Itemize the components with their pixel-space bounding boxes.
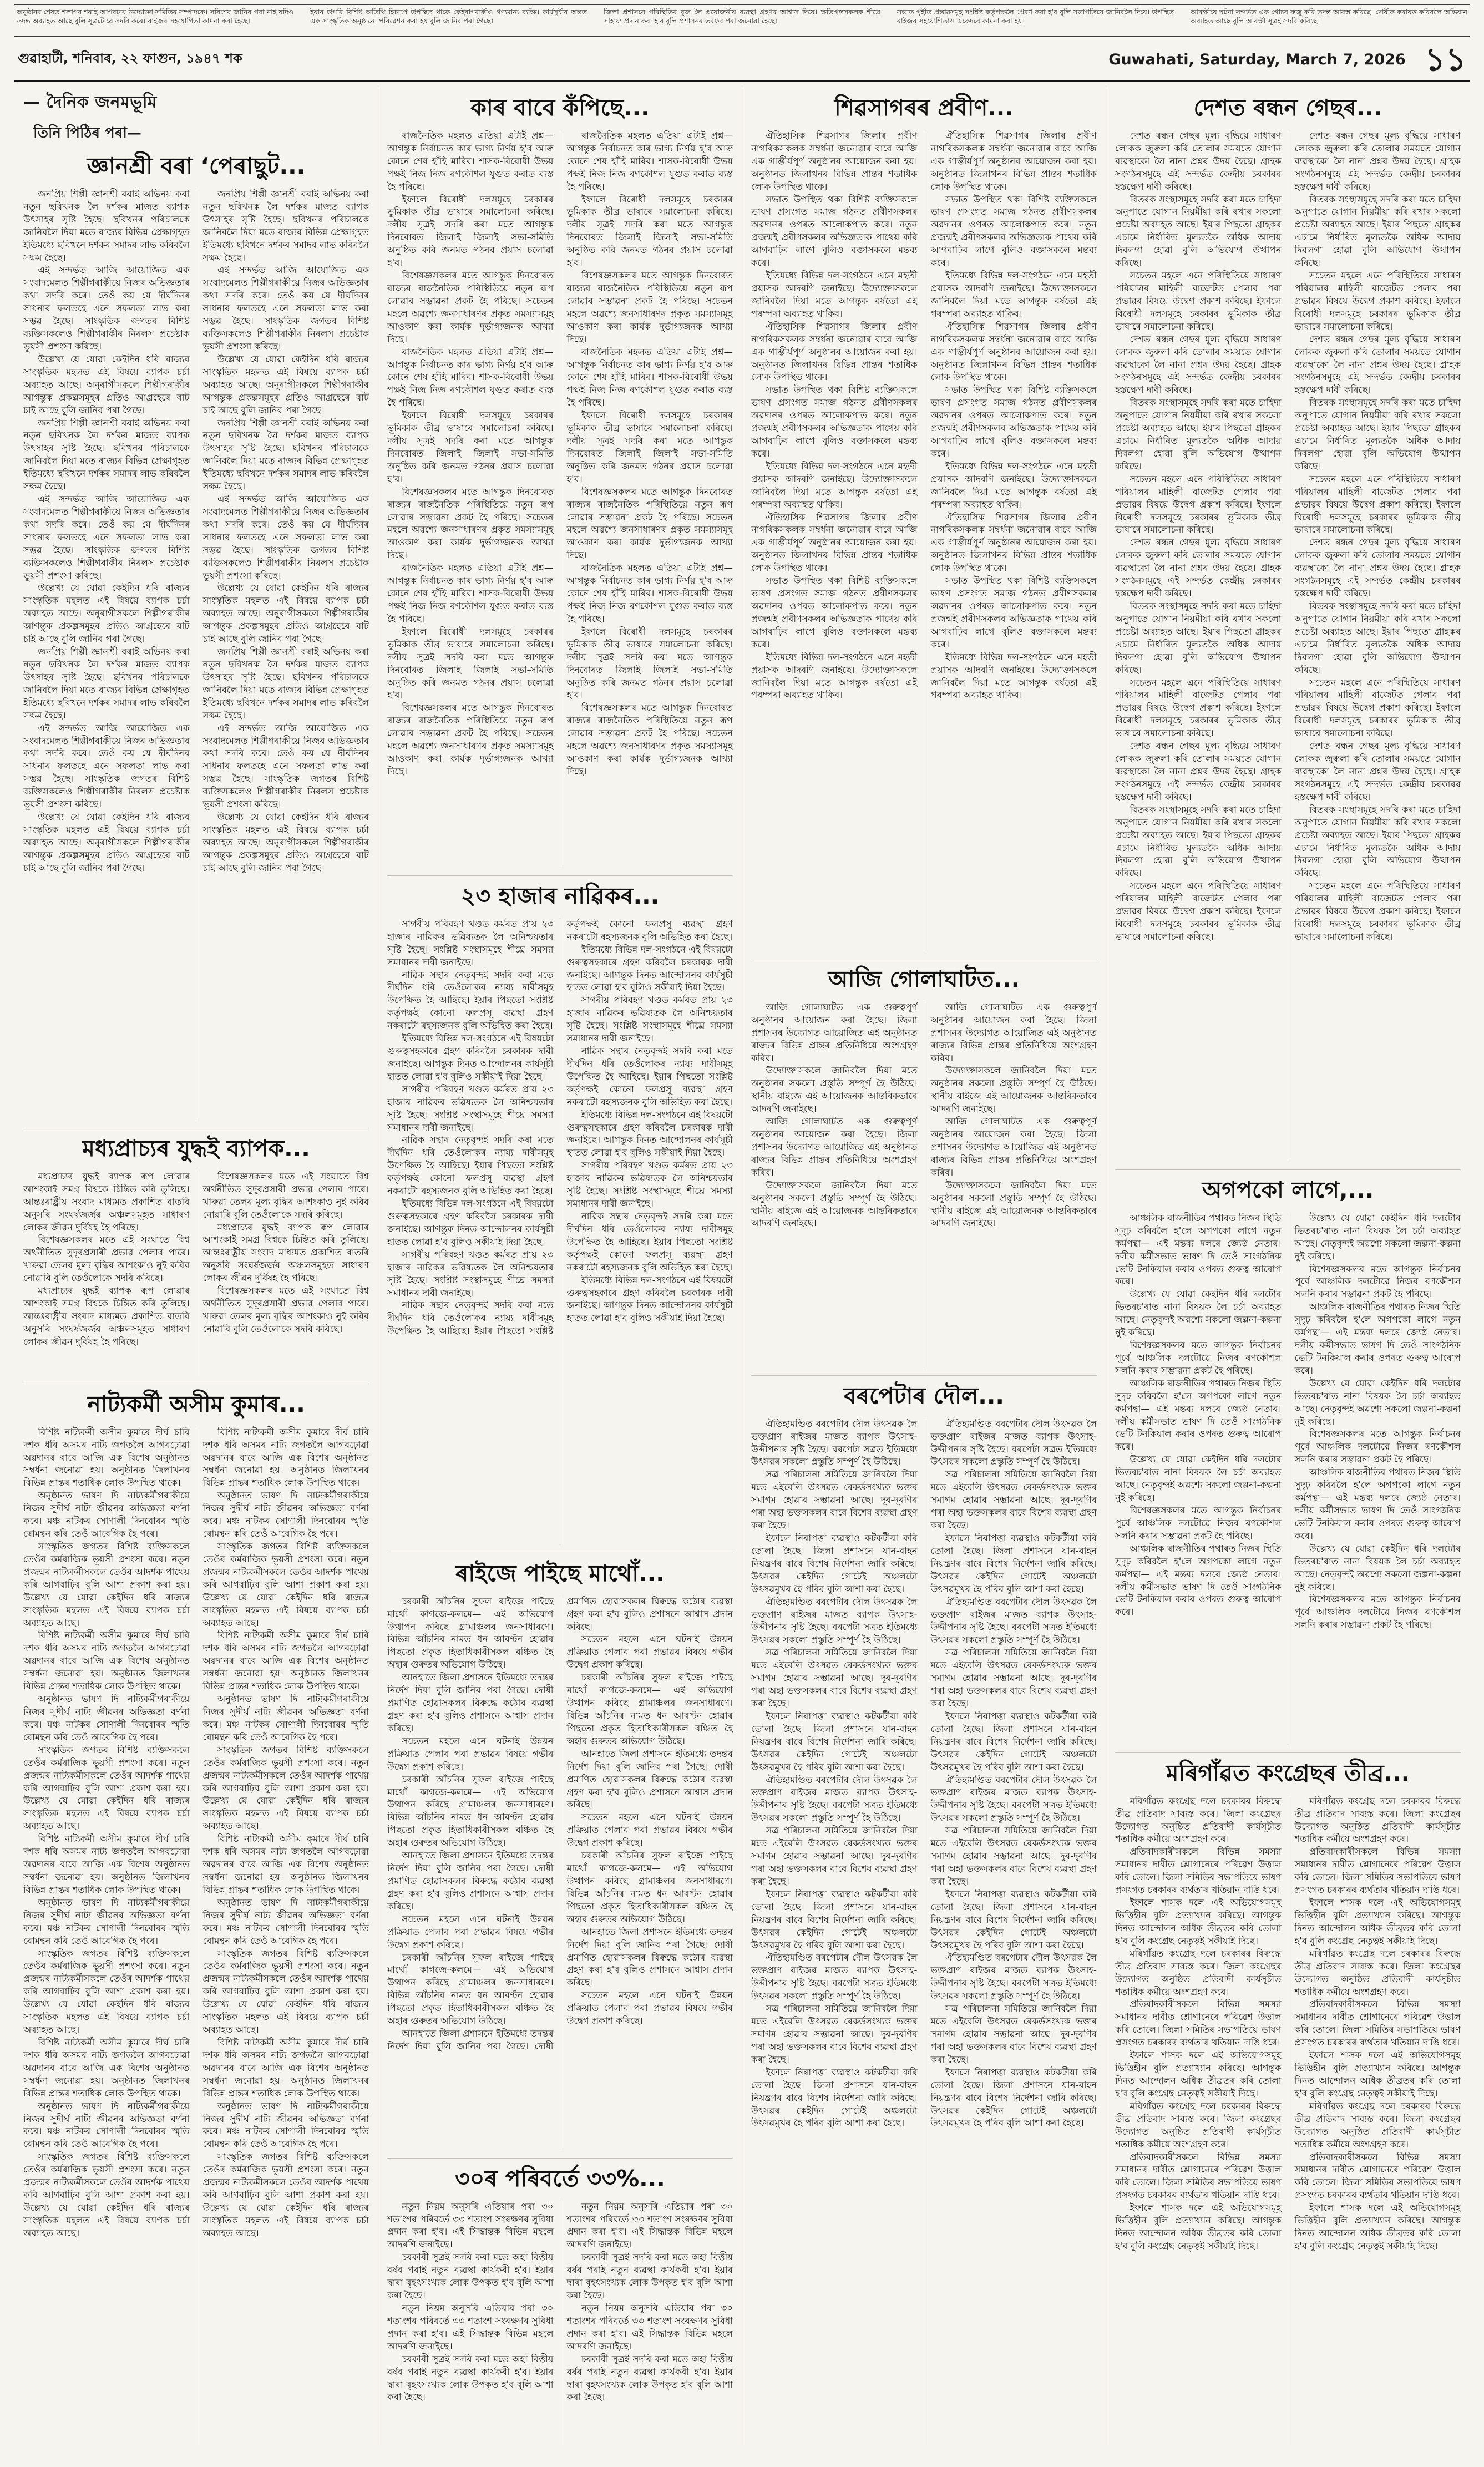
article-headline: আজি গোলাঘাটত... [828, 965, 1020, 992]
column-group-1 [14, 88, 378, 2445]
article-headline: কাৰ বাবে কঁপিছে... [470, 94, 650, 121]
column-group-3 [742, 88, 1106, 2445]
article-headline: মৰিগাঁৱত কংগ্ৰেছৰ তীব্ৰ... [1166, 1759, 1410, 1786]
article-headline: ৰাইজে পাইছে মাথোঁ... [455, 1559, 665, 1587]
article-body: মৰিগাঁৱত কংগ্ৰেছ দলে চৰকাৰৰ বিৰুদ্ধে তীব্ৰ প্ৰতিবাদ সাব্যস্ত কৰে। জিলা কংগ্ৰেছৰ উদ্যোগত অনুষ্ঠিত প্ৰতিবাদী কাৰ্যসূচীত শতাধিক কৰ্মীয়ে অংশগ্ৰহণ কৰে। প্ৰতিবাদকাৰীসকলে বিভিন্ন সমস্যা সমাধানৰ দাবীত শ্লোগানেৰে পৰিৱেশ উত্তাল কৰি তোলে। জিলা সমিতিৰ সভাপতিয়ে ভাষণ প্ৰসংগত চৰকাৰৰ ব্যৰ্থতাৰ খতিয়ান দাঙি ধৰে। ইফালে শাসক দলে এই অভিযোগসমূহ ভিত্তিহীন বুলি প্ৰত্যাখ্যান কৰিছে। আগন্তুক দিনত আন্দোলন অধিক তীব্ৰতৰ কৰি তোলা হ'ব বুলি কংগ্ৰেছ নেতৃত্বই সকীয়াই দিছে। মৰিগাঁৱত কংগ্ৰেছ দলে চৰকাৰৰ বিৰুদ্ধে তীব্ৰ প্ৰতিবাদ সাব্যস্ত কৰে। জিলা কংগ্ৰেছৰ উদ্যোগত অনুষ্ঠিত প্ৰতিবাদী কাৰ্যসূচীত শতাধিক কৰ্মীয়ে অংশগ্ৰহণ কৰে। প্ৰতিবাদকাৰীসকলে বিভিন্ন সমস্যা সমাধানৰ দাবীত শ্লোগানেৰে পৰিৱেশ উত্তাল কৰি তোলে। জিলা সমিতিৰ সভাপতিয়ে ভাষণ প্ৰসংগত চৰকাৰৰ ব্যৰ্থতাৰ খতিয়ান দাঙি ধৰে। ইফালে শাসক দলে এই অভিযোগসমূহ ভিত্তিহীন বুলি প্ৰত্যাখ্যান কৰিছে। আগন্তুক দিনত আন্দোলন অধিক তীব্ৰতৰ কৰি তোলা হ'ব বুলি কংগ্ৰেছ নেতৃত্বই সকীয়াই দিছে। মৰিগাঁৱত কংগ্ৰেছ দলে চৰকাৰৰ বিৰুদ্ধে তীব্ৰ প্ৰতিবাদ সাব্যস্ত কৰে। জিলা কংগ্ৰেছৰ উদ্যোগত অনুষ্ঠিত প্ৰতিবাদী কাৰ্যসূচীত শতাধিক কৰ্মীয়ে অংশগ্ৰহণ কৰে। প্ৰতিবাদকাৰীসকলে বিভিন্ন সমস্যা সমাধানৰ দাবীত শ্লোগানেৰে পৰিৱেশ উত্তাল কৰি তোলে। জিলা সমিতিৰ সভাপতিয়ে ভাষণ প্ৰসংগত চৰকাৰৰ ব্যৰ্থতাৰ খতিয়ান দাঙি ধৰে। ইফালে শাসক দলে এই অভিযোগসমূহ ভিত্তিহীন বুলি প্ৰত্যাখ্যান কৰিছে। আগন্তুক দিনত আন্দোলন অধিক তীব্ৰতৰ কৰি তোলা হ'ব বুলি কংগ্ৰেছ নেতৃত্বই সকীয়াই দিছে। মৰিগাঁৱত কংগ্ৰেছ দলে চৰকাৰৰ বিৰুদ্ধে তীব্ৰ প্ৰতিবাদ সাব্যস্ত কৰে। জিলা কংগ্ৰেছৰ উদ্যোগত অনুষ্ঠিত প্ৰতিবাদী কাৰ্যসূচীত শতাধিক কৰ্মীয়ে অংশগ্ৰহণ কৰে। প্ৰতিবাদকাৰীসকলে বিভিন্ন সমস্যা সমাধানৰ দাবীত শ্লোগানেৰে পৰিৱেশ উত্তাল কৰি তোলে। জিলা সমিতিৰ সভাপতিয়ে ভাষণ প্ৰসংগত চৰকাৰৰ ব্যৰ্থতাৰ খতিয়ান দাঙি ধৰে। ইফালে শাসক দলে এই অভিযোগসমূহ ভিত্তিহীন বুলি প্ৰত্যাখ্যান কৰিছে। আগন্তুক দিনত আন্দোলন অধিক তীব্ৰতৰ কৰি তোলা হ'ব বুলি কংগ্ৰেছ নেতৃত্বই সকীয়াই দিছে। মৰিগাঁৱত কংগ্ৰেছ দলে চৰকাৰৰ বিৰুদ্ধে তীব্ৰ প্ৰতিবাদ সাব্যস্ত কৰে। জিলা কংগ্ৰেছৰ উদ্যোগত অনুষ্ঠিত প্ৰতিবাদী কাৰ্যসূচীত শতাধিক কৰ্মীয়ে অংশগ্ৰহণ কৰে। প্ৰতিবাদকাৰীসকলে বিভিন্ন সমস্যা সমাধানৰ দাবীত শ্লোগানেৰে পৰিৱেশ উত্তাল কৰি তোলে। জিলা সমিতিৰ সভাপতিয়ে ভাষণ প্ৰসংগত চৰকাৰৰ ব্যৰ্থতাৰ খতিয়ান দাঙি ধৰে। ইফালে শাসক দলে এই অভিযোগসমূহ ভিত্তিহীন বুলি প্ৰত্যাখ্যান কৰিছে। আগন্তুক দিনত আন্দোলন অধিক তীব্ৰতৰ কৰি তোলা হ'ব বুলি কংগ্ৰেছ নেতৃত্বই সকীয়াই দিছে। মৰিগাঁৱত কংগ্ৰেছ দলে চৰকাৰৰ বিৰুদ্ধে তীব্ৰ প্ৰতিবাদ সাব্যস্ত কৰে। জিলা কংগ্ৰেছৰ উদ্যোগত অনুষ্ঠিত প্ৰতিবাদী কাৰ্যসূচীত শতাধিক কৰ্মীয়ে অংশগ্ৰহণ কৰে। প্ৰতিবাদকাৰীসকলে বিভিন্ন সমস্যা সমাধানৰ দাবীত শ্লোগানেৰে পৰিৱেশ উত্তাল কৰি তোলে। জিলা সমিতিৰ সভাপতিয়ে ভাষণ প্ৰসংগত চৰকাৰৰ ব্যৰ্থতাৰ খতিয়ান দাঙি ধৰে। ইফালে শাসক দলে এই অভিযোগসমূহ ভিত্তিহীন বুলি প্ৰত্যাখ্যান কৰিছে। আগন্তুক দিনত আন্দোলন অধিক তীব্ৰতৰ কৰি তোলা হ'ব বুলি কংগ্ৰেছ নেতৃত্বই সকীয়াই দিছে। [1115, 1795, 1461, 2251]
article-body: ঐতিহাসিক শিৱসাগৰ জিলাৰ প্ৰবীণ নাগৰিকসকলক সম্বৰ্ধনা জনোৱাৰ বাবে আজি এক গাম্ভীৰ্যপূৰ্ণ অনুষ্ঠানৰ আয়োজন কৰা হয়। অনুষ্ঠানত জিলাখনৰ বিভিন্ন প্ৰান্তৰ শতাধিক লোক উপস্থিত থাকে। সভাত উপস্থিত থকা বিশিষ্ট ব্যক্তিসকলে ভাষণ প্ৰসংগত সমাজ গঠনত প্ৰবীণসকলৰ অৱদানৰ ওপৰত আলোকপাত কৰে। নতুন প্ৰজন্মই প্ৰবীণসকলৰ অভিজ্ঞতাক পাথেয় কৰি আগবাঢ়িব লাগে বুলিও বক্তাসকলে মন্তব্য কৰে। ইতিমধ্যে বিভিন্ন দল-সংগঠনে এনে মহতী প্ৰয়াসক আদৰণি জনাইছে। উদ্যোক্তাসকলে জানিবলৈ দিয়া মতে আগন্তুক বৰ্ষতো এই পৰম্পৰা অব্যাহত থাকিব। ঐতিহাসিক শিৱসাগৰ জিলাৰ প্ৰবীণ নাগৰিকসকলক সম্বৰ্ধনা জনোৱাৰ বাবে আজি এক গাম্ভীৰ্যপূৰ্ণ অনুষ্ঠানৰ আয়োজন কৰা হয়। অনুষ্ঠানত জিলাখনৰ বিভিন্ন প্ৰান্তৰ শতাধিক লোক উপস্থিত থাকে। সভাত উপস্থিত থকা বিশিষ্ট ব্যক্তিসকলে ভাষণ প্ৰসংগত সমাজ গঠনত প্ৰবীণসকলৰ অৱদানৰ ওপৰত আলোকপাত কৰে। নতুন প্ৰজন্মই প্ৰবীণসকলৰ অভিজ্ঞতাক পাথেয় কৰি আগবাঢ়িব লাগে বুলিও বক্তাসকলে মন্তব্য কৰে। ইতিমধ্যে বিভিন্ন দল-সংগঠনে এনে মহতী প্ৰয়াসক আদৰণি জনাইছে। উদ্যোক্তাসকলে জানিবলৈ দিয়া মতে আগন্তুক বৰ্ষতো এই পৰম্পৰা অব্যাহত থাকিব। ঐতিহাসিক শিৱসাগৰ জিলাৰ প্ৰবীণ নাগৰিকসকলক সম্বৰ্ধনা জনোৱাৰ বাবে আজি এক গাম্ভীৰ্যপূৰ্ণ অনুষ্ঠানৰ আয়োজন কৰা হয়। অনুষ্ঠানত জিলাখনৰ বিভিন্ন প্ৰান্তৰ শতাধিক লোক উপস্থিত থাকে। সভাত উপস্থিত থকা বিশিষ্ট ব্যক্তিসকলে ভাষণ প্ৰসংগত সমাজ গঠনত প্ৰবীণসকলৰ অৱদানৰ ওপৰত আলোকপাত কৰে। নতুন প্ৰজন্মই প্ৰবীণসকলৰ অভিজ্ঞতাক পাথেয় কৰি আগবাঢ়িব লাগে বুলিও বক্তাসকলে মন্তব্য কৰে। ইতিমধ্যে বিভিন্ন দল-সংগঠনে এনে মহতী প্ৰয়াসক আদৰণি জনাইছে। উদ্যোক্তাসকলে জানিবলৈ দিয়া মতে আগন্তুক বৰ্ষতো এই পৰম্পৰা অব্যাহত থাকিব। ঐতিহাসিক শিৱসাগৰ জিলাৰ প্ৰবীণ নাগৰিকসকলক সম্বৰ্ধনা জনোৱাৰ বাবে আজি এক গাম্ভীৰ্যপূৰ্ণ অনুষ্ঠানৰ আয়োজন কৰা হয়। অনুষ্ঠানত জিলাখনৰ বিভিন্ন প্ৰান্তৰ শতাধিক লোক উপস্থিত থাকে। সভাত উপস্থিত থকা বিশিষ্ট ব্যক্তিসকলে ভাষণ প্ৰসংগত সমাজ গঠনত প্ৰবীণসকলৰ অৱদানৰ ওপৰত আলোকপাত কৰে। নতুন প্ৰজন্মই প্ৰবীণসকলৰ অভিজ্ঞতাক পাথেয় কৰি আগবাঢ়িব লাগে বুলিও বক্তাসকলে মন্তব্য কৰে। ইতিমধ্যে বিভিন্ন দল-সংগঠনে এনে মহতী প্ৰয়াসক আদৰণি জনাইছে। উদ্যোক্তাসকলে জানিবলৈ দিয়া মতে আগন্তুক বৰ্ষতো এই পৰম্পৰা অব্যাহত থাকিব। ঐতিহাসিক শিৱসাগৰ জিলাৰ প্ৰবীণ নাগৰিকসকলক সম্বৰ্ধনা জনোৱাৰ বাবে আজি এক গাম্ভীৰ্যপূৰ্ণ অনুষ্ঠানৰ আয়োজন কৰা হয়। অনুষ্ঠানত জিলাখনৰ বিভিন্ন প্ৰান্তৰ শতাধিক লোক উপস্থিত থাকে। সভাত উপস্থিত থকা বিশিষ্ট ব্যক্তিসকলে ভাষণ প্ৰসংগত সমাজ গঠনত প্ৰবীণসকলৰ অৱদানৰ ওপৰত আলোকপাত কৰে। নতুন প্ৰজন্মই প্ৰবীণসকলৰ অভিজ্ঞতাক পাথেয় কৰি আগবাঢ়িব লাগে বুলিও বক্তাসকলে মন্তব্য কৰে। ইতিমধ্যে বিভিন্ন দল-সংগঠনে এনে মহতী প্ৰয়াসক আদৰণি জনাইছে। উদ্যোক্তাসকলে জানিবলৈ দিয়া মতে আগন্তুক বৰ্ষতো এই পৰম্পৰা অব্যাহত থাকিব। ঐতিহাসিক শিৱসাগৰ জিলাৰ প্ৰবীণ নাগৰিকসকলক সম্বৰ্ধনা জনোৱাৰ বাবে আজি এক গাম্ভীৰ্যপূৰ্ণ অনুষ্ঠানৰ আয়োজন কৰা হয়। অনুষ্ঠানত জিলাখনৰ বিভিন্ন প্ৰান্তৰ শতাধিক লোক উপস্থিত থাকে। সভাত উপস্থিত থকা বিশিষ্ট ব্যক্তিসকলে ভাষণ প্ৰসংগত সমাজ গঠনত প্ৰবীণসকলৰ অৱদানৰ ওপৰত আলোকপাত কৰে। নতুন প্ৰজন্মই প্ৰবীণসকলৰ অভিজ্ঞতাক পাথেয় কৰি আগবাঢ়িব লাগে বুলিও বক্তাসকলে মন্তব্য কৰে। ইতিমধ্যে বিভিন্ন দল-সংগঠনে এনে মহতী প্ৰয়াসক আদৰণি জনাইছে। উদ্যোক্তাসকলে জানিবলৈ দিয়া মতে আগন্তুক বৰ্ষতো এই পৰম্পৰা অব্যাহত থাকিব। [751, 130, 1097, 701]
column-group-2 [378, 88, 742, 2445]
masthead: — দৈনিক জনমভূমি [23, 93, 157, 112]
dateline-bar [14, 37, 1470, 80]
article-barpeta-doul [751, 1375, 1097, 2445]
article-body: চৰকাৰী আঁচনিৰ সুফল ৰাইজে পাইছে মাথোঁ কাগজে-কলমে— এই অভিযোগ উত্থাপন কৰিছে গ্ৰামাঞ্চলৰ জনসাধাৰণে। বিভিন্ন আঁচনিৰ নামত ধন আবণ্টন হোৱাৰ পিছতো প্ৰকৃত হিতাধিকাৰীসকল বঞ্চিত হৈ অহাৰ গুৰুতৰ অভিযোগ উঠিছে। আনহাতে জিলা প্ৰশাসনে ইতিমধ্যে তদন্তৰ নিৰ্দেশ দিয়া বুলি জানিব পৰা গৈছে। দোষী প্ৰমাণিত হোৱাসকলৰ বিৰুদ্ধে কঠোৰ ব্যৱস্থা গ্ৰহণ কৰা হ'ব বুলিও প্ৰশাসনে আশ্বাস প্ৰদান কৰিছে। সচেতন মহলে এনে ঘটনাই উন্নয়ন প্ৰক্ৰিয়াত পেলাব পৰা প্ৰভাৱৰ বিষয়ে গভীৰ উদ্বেগ প্ৰকাশ কৰিছে। চৰকাৰী আঁচনিৰ সুফল ৰাইজে পাইছে মাথোঁ কাগজে-কলমে— এই অভিযোগ উত্থাপন কৰিছে গ্ৰামাঞ্চলৰ জনসাধাৰণে। বিভিন্ন আঁচনিৰ নামত ধন আবণ্টন হোৱাৰ পিছতো প্ৰকৃত হিতাধিকাৰীসকল বঞ্চিত হৈ অহাৰ গুৰুতৰ অভিযোগ উঠিছে। আনহাতে জিলা প্ৰশাসনে ইতিমধ্যে তদন্তৰ নিৰ্দেশ দিয়া বুলি জানিব পৰা গৈছে। দোষী প্ৰমাণিত হোৱাসকলৰ বিৰুদ্ধে কঠোৰ ব্যৱস্থা গ্ৰহণ কৰা হ'ব বুলিও প্ৰশাসনে আশ্বাস প্ৰদান কৰিছে। সচেতন মহলে এনে ঘটনাই উন্নয়ন প্ৰক্ৰিয়াত পেলাব পৰা প্ৰভাৱৰ বিষয়ে গভীৰ উদ্বেগ প্ৰকাশ কৰিছে। চৰকাৰী আঁচনিৰ সুফল ৰাইজে পাইছে মাথোঁ কাগজে-কলমে— এই অভিযোগ উত্থাপন কৰিছে গ্ৰামাঞ্চলৰ জনসাধাৰণে। বিভিন্ন আঁচনিৰ নামত ধন আবণ্টন হোৱাৰ পিছতো প্ৰকৃত হিতাধিকাৰীসকল বঞ্চিত হৈ অহাৰ গুৰুতৰ অভিযোগ উঠিছে। আনহাতে জিলা প্ৰশাসনে ইতিমধ্যে তদন্তৰ নিৰ্দেশ দিয়া বুলি জানিব পৰা গৈছে। দোষী প্ৰমাণিত হোৱাসকলৰ বিৰুদ্ধে কঠোৰ ব্যৱস্থা গ্ৰহণ কৰা হ'ব বুলিও প্ৰশাসনে আশ্বাস প্ৰদান কৰিছে। সচেতন মহলে এনে ঘটনাই উন্নয়ন প্ৰক্ৰিয়াত পেলাব পৰা প্ৰভাৱৰ বিষয়ে গভীৰ উদ্বেগ প্ৰকাশ কৰিছে। চৰকাৰী আঁচনিৰ সুফল ৰাইজে পাইছে মাথোঁ কাগজে-কলমে— এই অভিযোগ উত্থাপন কৰিছে গ্ৰামাঞ্চলৰ জনসাধাৰণে। বিভিন্ন আঁচনিৰ নামত ধন আবণ্টন হোৱাৰ পিছতো প্ৰকৃত হিতাধিকাৰীসকল বঞ্চিত হৈ অহাৰ গুৰুতৰ অভিযোগ উঠিছে। আনহাতে জিলা প্ৰশাসনে ইতিমধ্যে তদন্তৰ নিৰ্দেশ দিয়া বুলি জানিব পৰা গৈছে। দোষী প্ৰমাণিত হোৱাসকলৰ বিৰুদ্ধে কঠোৰ ব্যৱস্থা গ্ৰহণ কৰা হ'ব বুলিও প্ৰশাসনে আশ্বাস প্ৰদান কৰিছে। সচেতন মহলে এনে ঘটনাই উন্নয়ন প্ৰক্ৰিয়াত পেলাব পৰা প্ৰভাৱৰ বিষয়ে গভীৰ উদ্বেগ প্ৰকাশ কৰিছে। চৰকাৰী আঁচনিৰ সুফল ৰাইজে পাইছে মাথোঁ কাগজে-কলমে— এই অভিযোগ উত্থাপন কৰিছে গ্ৰামাঞ্চলৰ জনসাধাৰণে। বিভিন্ন আঁচনিৰ নামত ধন আবণ্টন হোৱাৰ পিছতো প্ৰকৃত হিতাধিকাৰীসকল বঞ্চিত হৈ অহাৰ গুৰুতৰ অভিযোগ উঠিছে। আনহাতে জিলা প্ৰশাসনে ইতিমধ্যে তদন্তৰ নিৰ্দেশ দিয়া বুলি জানিব পৰা গৈছে। দোষী প্ৰমাণিত হোৱাসকলৰ বিৰুদ্ধে কঠোৰ ব্যৱস্থা গ্ৰহণ কৰা হ'ব বুলিও প্ৰশাসনে আশ্বাস প্ৰদান কৰিছে। সচেতন মহলে এনে ঘটনাই উন্নয়ন প্ৰক্ৰিয়াত পেলাব পৰা প্ৰভাৱৰ বিষয়ে গভীৰ উদ্বেগ প্ৰকাশ কৰিছে। [387, 1595, 733, 2051]
article-gyanshree-bora [23, 154, 369, 1120]
article-sivasagar-veteran [751, 95, 1097, 951]
dateline-english: Guwahati, Saturday, March 7, 2026 [1108, 50, 1406, 68]
article-body: নতুন নিয়ম অনুসৰি এতিয়াৰ পৰা ৩০ শতাংশৰ পৰিবৰ্তে ৩৩ শতাংশ সংৰক্ষণৰ সুবিধা প্ৰদান কৰা হ'ব। এই সিদ্ধান্তক বিভিন্ন মহলে আদৰণি জনাইছে। চৰকাৰী সূত্ৰই সদৰি কৰা মতে অহা বিত্তীয় বৰ্ষৰ পৰাই নতুন ব্যৱস্থা কাৰ্যকৰী হ'ব। ইয়াৰ দ্বাৰা বৃহৎসংখ্যক লোক উপকৃত হ'ব বুলি আশা কৰা হৈছে। নতুন নিয়ম অনুসৰি এতিয়াৰ পৰা ৩০ শতাংশৰ পৰিবৰ্তে ৩৩ শতাংশ সংৰক্ষণৰ সুবিধা প্ৰদান কৰা হ'ব। এই সিদ্ধান্তক বিভিন্ন মহলে আদৰণি জনাইছে। চৰকাৰী সূত্ৰই সদৰি কৰা মতে অহা বিত্তীয় বৰ্ষৰ পৰাই নতুন ব্যৱস্থা কাৰ্যকৰী হ'ব। ইয়াৰ দ্বাৰা বৃহৎসংখ্যক লোক উপকৃত হ'ব বুলি আশা কৰা হৈছে। নতুন নিয়ম অনুসৰি এতিয়াৰ পৰা ৩০ শতাংশৰ পৰিবৰ্তে ৩৩ শতাংশ সংৰক্ষণৰ সুবিধা প্ৰদান কৰা হ'ব। এই সিদ্ধান্তক বিভিন্ন মহলে আদৰণি জনাইছে। চৰকাৰী সূত্ৰই সদৰি কৰা মতে অহা বিত্তীয় বৰ্ষৰ পৰাই নতুন ব্যৱস্থা কাৰ্যকৰী হ'ব। ইয়াৰ দ্বাৰা বৃহৎসংখ্যক লোক উপকৃত হ'ব বুলি আশা কৰা হৈছে। নতুন নিয়ম অনুসৰি এতিয়াৰ পৰা ৩০ শতাংশৰ পৰিবৰ্তে ৩৩ শতাংশ সংৰক্ষণৰ সুবিধা প্ৰদান কৰা হ'ব। এই সিদ্ধান্তক বিভিন্ন মহলে আদৰণি জনাইছে। চৰকাৰী সূত্ৰই সদৰি কৰা মতে অহা বিত্তীয় বৰ্ষৰ পৰাই নতুন ব্যৱস্থা কাৰ্যকৰী হ'ব। ইয়াৰ দ্বাৰা বৃহৎসংখ্যক লোক উপকৃত হ'ব বুলি আশা কৰা হৈছে। [387, 2201, 733, 2403]
article-morigaon-congress [1115, 1752, 1461, 2445]
article-headline: মধ্যপ্ৰাচ্যৰ যুদ্ধই ব্যাপক... [82, 1134, 310, 1162]
top-strip-segment: জিলা প্ৰশাসনে পৰিস্থিতিৰ বুজ লৈ প্ৰয়োজনীয় ব্যৱস্থা গ্ৰহণৰ আশ্বাস দিয়ে। ক্ষতিগ্ৰস্তসকলক শীঘ্ৰে সাহায্য প্ৰদান কৰা হ'ব বুলি প্ৰশাসনৰ তৰফৰ পৰা জনোৱা হৈছে। [604, 8, 880, 26]
article-cooking-gas [1115, 95, 1461, 1162]
article-aji-golaghat [751, 959, 1097, 1367]
article-body: জনপ্ৰিয় শিল্পী জ্ঞানশ্ৰী বৰাই অভিনয় কৰা নতুন ছবিখনক লৈ দৰ্শকৰ মাজত ব্যাপক উৎসাহৰ সৃষ্টি হৈছে। ছবিখনৰ পৰিচালকে জানিবলৈ দিয়া মতে ৰাজ্যৰ বিভিন্ন প্ৰেক্ষাগৃহত ইতিমধ্যে ছবিখনে দৰ্শকৰ সমাদৰ লাভ কৰিবলৈ সক্ষম হৈছে। এই সন্দৰ্ভত আজি আয়োজিত এক সংবাদমেলত শিল্পীগৰাকীয়ে নিজৰ অভিজ্ঞতাৰ কথা সদৰি কৰে। তেওঁ কয় যে দীৰ্ঘদিনৰ সাধনাৰ ফলতহে এনে সফলতা লাভ কৰা সম্ভৱ হৈছে। সাংস্কৃতিক জগতৰ বিশিষ্ট ব্যক্তিসকলেও শিল্পীগৰাকীৰ নিৰলস প্ৰচেষ্টাক ভূয়সী প্ৰশংসা কৰিছে। উল্লেখ্য যে যোৱা কেইদিন ধৰি ৰাজ্যৰ সাংস্কৃতিক মহলত এই বিষয়ে ব্যাপক চৰ্চা অব্যাহত আছে। অনুৰাগীসকলে শিল্পীগৰাকীৰ আগন্তুক প্ৰকল্পসমূহৰ প্ৰতিও আগ্ৰহেৰে বাট চাই আছে বুলি জানিব পৰা গৈছে। জনপ্ৰিয় শিল্পী জ্ঞানশ্ৰী বৰাই অভিনয় কৰা নতুন ছবিখনক লৈ দৰ্শকৰ মাজত ব্যাপক উৎসাহৰ সৃষ্টি হৈছে। ছবিখনৰ পৰিচালকে জানিবলৈ দিয়া মতে ৰাজ্যৰ বিভিন্ন প্ৰেক্ষাগৃহত ইতিমধ্যে ছবিখনে দৰ্শকৰ সমাদৰ লাভ কৰিবলৈ সক্ষম হৈছে। এই সন্দৰ্ভত আজি আয়োজিত এক সংবাদমেলত শিল্পীগৰাকীয়ে নিজৰ অভিজ্ঞতাৰ কথা সদৰি কৰে। তেওঁ কয় যে দীৰ্ঘদিনৰ সাধনাৰ ফলতহে এনে সফলতা লাভ কৰা সম্ভৱ হৈছে। সাংস্কৃতিক জগতৰ বিশিষ্ট ব্যক্তিসকলেও শিল্পীগৰাকীৰ নিৰলস প্ৰচেষ্টাক ভূয়সী প্ৰশংসা কৰিছে। উল্লেখ্য যে যোৱা কেইদিন ধৰি ৰাজ্যৰ সাংস্কৃতিক মহলত এই বিষয়ে ব্যাপক চৰ্চা অব্যাহত আছে। অনুৰাগীসকলে শিল্পীগৰাকীৰ আগন্তুক প্ৰকল্পসমূহৰ প্ৰতিও আগ্ৰহেৰে বাট চাই আছে বুলি জানিব পৰা গৈছে। জনপ্ৰিয় শিল্পী জ্ঞানশ্ৰী বৰাই অভিনয় কৰা নতুন ছবিখনক লৈ দৰ্শকৰ মাজত ব্যাপক উৎসাহৰ সৃষ্টি হৈছে। ছবিখনৰ পৰিচালকে জানিবলৈ দিয়া মতে ৰাজ্যৰ বিভিন্ন প্ৰেক্ষাগৃহত ইতিমধ্যে ছবিখনে দৰ্শকৰ সমাদৰ লাভ কৰিবলৈ সক্ষম হৈছে। এই সন্দৰ্ভত আজি আয়োজিত এক সংবাদমেলত শিল্পীগৰাকীয়ে নিজৰ অভিজ্ঞতাৰ কথা সদৰি কৰে। তেওঁ কয় যে দীৰ্ঘদিনৰ সাধনাৰ ফলতহে এনে সফলতা লাভ কৰা সম্ভৱ হৈছে। সাংস্কৃতিক জগতৰ বিশিষ্ট ব্যক্তিসকলেও শিল্পীগৰাকীৰ নিৰলস প্ৰচেষ্টাক ভূয়সী প্ৰশংসা কৰিছে। উল্লেখ্য যে যোৱা কেইদিন ধৰি ৰাজ্যৰ সাংস্কৃতিক মহলত এই বিষয়ে ব্যাপক চৰ্চা অব্যাহত আছে। অনুৰাগীসকলে শিল্পীগৰাকীৰ আগন্তুক প্ৰকল্পসমূহৰ প্ৰতিও আগ্ৰহেৰে বাট চাই আছে বুলি জানিব পৰা গৈছে। জনপ্ৰিয় শিল্পী জ্ঞানশ্ৰী বৰাই অভিনয় কৰা নতুন ছবিখনক লৈ দৰ্শকৰ মাজত ব্যাপক উৎসাহৰ সৃষ্টি হৈছে। ছবিখনৰ পৰিচালকে জানিবলৈ দিয়া মতে ৰাজ্যৰ বিভিন্ন প্ৰেক্ষাগৃহত ইতিমধ্যে ছবিখনে দৰ্শকৰ সমাদৰ লাভ কৰিবলৈ সক্ষম হৈছে। এই সন্দৰ্ভত আজি আয়োজিত এক সংবাদমেলত শিল্পীগৰাকীয়ে নিজৰ অভিজ্ঞতাৰ কথা সদৰি কৰে। তেওঁ কয় যে দীৰ্ঘদিনৰ সাধনাৰ ফলতহে এনে সফলতা লাভ কৰা সম্ভৱ হৈছে। সাংস্কৃতিক জগতৰ বিশিষ্ট ব্যক্তিসকলেও শিল্পীগৰাকীৰ নিৰলস প্ৰচেষ্টাক ভূয়সী প্ৰশংসা কৰিছে। উল্লেখ্য যে যোৱা কেইদিন ধৰি ৰাজ্যৰ সাংস্কৃতিক মহলত এই বিষয়ে ব্যাপক চৰ্চা অব্যাহত আছে। অনুৰাগীসকলে শিল্পীগৰাকীৰ আগন্তুক প্ৰকল্পসমূহৰ প্ৰতিও আগ্ৰহেৰে বাট চাই আছে বুলি জানিব পৰা গৈছে। জনপ্ৰিয় শিল্পী জ্ঞানশ্ৰী বৰাই অভিনয় কৰা নতুন ছবিখনক লৈ দৰ্শকৰ মাজত ব্যাপক উৎসাহৰ সৃষ্টি হৈছে। ছবিখনৰ পৰিচালকে জানিবলৈ দিয়া মতে ৰাজ্যৰ বিভিন্ন প্ৰেক্ষাগৃহত ইতিমধ্যে ছবিখনে দৰ্শকৰ সমাদৰ লাভ কৰিবলৈ সক্ষম হৈছে। এই সন্দৰ্ভত আজি আয়োজিত এক সংবাদমেলত শিল্পীগৰাকীয়ে নিজৰ অভিজ্ঞতাৰ কথা সদৰি কৰে। তেওঁ কয় যে দীৰ্ঘদিনৰ সাধনাৰ ফলতহে এনে সফলতা লাভ কৰা সম্ভৱ হৈছে। সাংস্কৃতিক জগতৰ বিশিষ্ট ব্যক্তিসকলেও শিল্পীগৰাকীৰ নিৰলস প্ৰচেষ্টাক ভূয়সী প্ৰশংসা কৰিছে। উল্লেখ্য যে যোৱা কেইদিন ধৰি ৰাজ্যৰ সাংস্কৃতিক মহলত এই বিষয়ে ব্যাপক চৰ্চা অব্যাহত আছে। অনুৰাগীসকলে শিল্পীগৰাকীৰ আগন্তুক প্ৰকল্পসমূহৰ প্ৰতিও আগ্ৰহেৰে বাট চাই আছে বুলি জানিব পৰা গৈছে। জনপ্ৰিয় শিল্পী জ্ঞানশ্ৰী বৰাই অভিনয় কৰা নতুন ছবিখনক লৈ দৰ্শকৰ মাজত ব্যাপক উৎসাহৰ সৃষ্টি হৈছে। ছবিখনৰ পৰিচালকে জানিবলৈ দিয়া মতে ৰাজ্যৰ বিভিন্ন প্ৰেক্ষাগৃহত ইতিমধ্যে ছবিখনে দৰ্শকৰ সমাদৰ লাভ কৰিবলৈ সক্ষম হৈছে। এই সন্দৰ্ভত আজি আয়োজিত এক সংবাদমেলত শিল্পীগৰাকীয়ে নিজৰ অভিজ্ঞতাৰ কথা সদৰি কৰে। তেওঁ কয় যে দীৰ্ঘদিনৰ সাধনাৰ ফলতহে এনে সফলতা লাভ কৰা সম্ভৱ হৈছে। সাংস্কৃতিক জগতৰ বিশিষ্ট ব্যক্তিসকলেও শিল্পীগৰাকীৰ নিৰলস প্ৰচেষ্টাক ভূয়সী প্ৰশংসা কৰিছে। উল্লেখ্য যে যোৱা কেইদিন ধৰি ৰাজ্যৰ সাংস্কৃতিক মহলত এই বিষয়ে ব্যাপক চৰ্চা অব্যাহত আছে। অনুৰাগীসকলে শিল্পীগৰাকীৰ আগন্তুক প্ৰকল্পসমূহৰ প্ৰতিও আগ্ৰহেৰে বাট চাই আছে বুলি জানিব পৰা গৈছে। [23, 188, 369, 873]
page-content [14, 88, 1470, 2445]
article-23-hazar-sailors [387, 875, 733, 1545]
article-30-to-33-percent [387, 2158, 733, 2445]
article-body: ৰাজনৈতিক মহলত এতিয়া এটাই প্ৰশ্ন— আগন্তুক নিৰ্বাচনত কাৰ ভাগ্য নিৰ্ণয় হ'ব আৰু কোনে শেষ হাঁহি মাৰিব। শাসক-বিৰোধী উভয় পক্ষই নিজ নিজ ৰণকৌশল যুগুত কৰাত ব্যস্ত হৈ পৰিছে। ইফালে বিৰোধী দলসমূহে চৰকাৰৰ ভূমিকাক তীব্ৰ ভাষাৰে সমালোচনা কৰিছে। দলীয় সূত্ৰই সদৰি কৰা মতে আগন্তুক দিনবোৰত জিলাই জিলাই সভা-সমিতি অনুষ্ঠিত কৰি জনমত গঠনৰ প্ৰয়াস চলোৱা হ'ব। বিশেষজ্ঞসকলৰ মতে আগন্তুক দিনবোৰত ৰাজ্যৰ ৰাজনৈতিক পৰিস্থিতিয়ে নতুন ৰূপ লোৱাৰ সম্ভাৱনা প্ৰকট হৈ পৰিছে। সচেতন মহলে অৱশ্যে জনসাধাৰণৰ প্ৰকৃত সমস্যাসমূহ আওকাণ কৰা কাৰ্যক দুৰ্ভাগ্যজনক আখ্যা দিছে। ৰাজনৈতিক মহলত এতিয়া এটাই প্ৰশ্ন— আগন্তুক নিৰ্বাচনত কাৰ ভাগ্য নিৰ্ণয় হ'ব আৰু কোনে শেষ হাঁহি মাৰিব। শাসক-বিৰোধী উভয় পক্ষই নিজ নিজ ৰণকৌশল যুগুত কৰাত ব্যস্ত হৈ পৰিছে। ইফালে বিৰোধী দলসমূহে চৰকাৰৰ ভূমিকাক তীব্ৰ ভাষাৰে সমালোচনা কৰিছে। দলীয় সূত্ৰই সদৰি কৰা মতে আগন্তুক দিনবোৰত জিলাই জিলাই সভা-সমিতি অনুষ্ঠিত কৰি জনমত গঠনৰ প্ৰয়াস চলোৱা হ'ব। বিশেষজ্ঞসকলৰ মতে আগন্তুক দিনবোৰত ৰাজ্যৰ ৰাজনৈতিক পৰিস্থিতিয়ে নতুন ৰূপ লোৱাৰ সম্ভাৱনা প্ৰকট হৈ পৰিছে। সচেতন মহলে অৱশ্যে জনসাধাৰণৰ প্ৰকৃত সমস্যাসমূহ আওকাণ কৰা কাৰ্যক দুৰ্ভাগ্যজনক আখ্যা দিছে। ৰাজনৈতিক মহলত এতিয়া এটাই প্ৰশ্ন— আগন্তুক নিৰ্বাচনত কাৰ ভাগ্য নিৰ্ণয় হ'ব আৰু কোনে শেষ হাঁহি মাৰিব। শাসক-বিৰোধী উভয় পক্ষই নিজ নিজ ৰণকৌশল যুগুত কৰাত ব্যস্ত হৈ পৰিছে। ইফালে বিৰোধী দলসমূহে চৰকাৰৰ ভূমিকাক তীব্ৰ ভাষাৰে সমালোচনা কৰিছে। দলীয় সূত্ৰই সদৰি কৰা মতে আগন্তুক দিনবোৰত জিলাই জিলাই সভা-সমিতি অনুষ্ঠিত কৰি জনমত গঠনৰ প্ৰয়াস চলোৱা হ'ব। বিশেষজ্ঞসকলৰ মতে আগন্তুক দিনবোৰত ৰাজ্যৰ ৰাজনৈতিক পৰিস্থিতিয়ে নতুন ৰূপ লোৱাৰ সম্ভাৱনা প্ৰকট হৈ পৰিছে। সচেতন মহলে অৱশ্যে জনসাধাৰণৰ প্ৰকৃত সমস্যাসমূহ আওকাণ কৰা কাৰ্যক দুৰ্ভাগ্যজনক আখ্যা দিছে। ৰাজনৈতিক মহলত এতিয়া এটাই প্ৰশ্ন— আগন্তুক নিৰ্বাচনত কাৰ ভাগ্য নিৰ্ণয় হ'ব আৰু কোনে শেষ হাঁহি মাৰিব। শাসক-বিৰোধী উভয় পক্ষই নিজ নিজ ৰণকৌশল যুগুত কৰাত ব্যস্ত হৈ পৰিছে। ইফালে বিৰোধী দলসমূহে চৰকাৰৰ ভূমিকাক তীব্ৰ ভাষাৰে সমালোচনা কৰিছে। দলীয় সূত্ৰই সদৰি কৰা মতে আগন্তুক দিনবোৰত জিলাই জিলাই সভা-সমিতি অনুষ্ঠিত কৰি জনমত গঠনৰ প্ৰয়াস চলোৱা হ'ব। বিশেষজ্ঞসকলৰ মতে আগন্তুক দিনবোৰত ৰাজ্যৰ ৰাজনৈতিক পৰিস্থিতিয়ে নতুন ৰূপ লোৱাৰ সম্ভাৱনা প্ৰকট হৈ পৰিছে। সচেতন মহলে অৱশ্যে জনসাধাৰণৰ প্ৰকৃত সমস্যাসমূহ আওকাণ কৰা কাৰ্যক দুৰ্ভাগ্যজনক আখ্যা দিছে। ৰাজনৈতিক মহলত এতিয়া এটাই প্ৰশ্ন— আগন্তুক নিৰ্বাচনত কাৰ ভাগ্য নিৰ্ণয় হ'ব আৰু কোনে শেষ হাঁহি মাৰিব। শাসক-বিৰোধী উভয় পক্ষই নিজ নিজ ৰণকৌশল যুগুত কৰাত ব্যস্ত হৈ পৰিছে। ইফালে বিৰোধী দলসমূহে চৰকাৰৰ ভূমিকাক তীব্ৰ ভাষাৰে সমালোচনা কৰিছে। দলীয় সূত্ৰই সদৰি কৰা মতে আগন্তুক দিনবোৰত জিলাই জিলাই সভা-সমিতি অনুষ্ঠিত কৰি জনমত গঠনৰ প্ৰয়াস চলোৱা হ'ব। বিশেষজ্ঞসকলৰ মতে আগন্তুক দিনবোৰত ৰাজ্যৰ ৰাজনৈতিক পৰিস্থিতিয়ে নতুন ৰূপ লোৱাৰ সম্ভাৱনা প্ৰকট হৈ পৰিছে। সচেতন মহলে অৱশ্যে জনসাধাৰণৰ প্ৰকৃত সমস্যাসমূহ আওকাণ কৰা কাৰ্যক দুৰ্ভাগ্যজনক আখ্যা দিছে। ৰাজনৈতিক মহলত এতিয়া এটাই প্ৰশ্ন— আগন্তুক নিৰ্বাচনত কাৰ ভাগ্য নিৰ্ণয় হ'ব আৰু কোনে শেষ হাঁহি মাৰিব। শাসক-বিৰোধী উভয় পক্ষই নিজ নিজ ৰণকৌশল যুগুত কৰাত ব্যস্ত হৈ পৰিছে। ইফালে বিৰোধী দলসমূহে চৰকাৰৰ ভূমিকাক তীব্ৰ ভাষাৰে সমালোচনা কৰিছে। দলীয় সূত্ৰই সদৰি কৰা মতে আগন্তুক দিনবোৰত জিলাই জিলাই সভা-সমিতি অনুষ্ঠিত কৰি জনমত গঠনৰ প্ৰয়াস চলোৱা হ'ব। বিশেষজ্ঞসকলৰ মতে আগন্তুক দিনবোৰত ৰাজ্যৰ ৰাজনৈতিক পৰিস্থিতিয়ে নতুন ৰূপ লোৱাৰ সম্ভাৱনা প্ৰকট হৈ পৰিছে। সচেতন মহলে অৱশ্যে জনসাধাৰণৰ প্ৰকৃত সমস্যাসমূহ আওকাণ কৰা কাৰ্যক দুৰ্ভাগ্যজনক আখ্যা দিছে। [387, 130, 733, 777]
page-number: ১১ [1424, 40, 1466, 78]
article-headline: জ্ঞানশ্ৰী বৰা ‘পেৰাছুট... [87, 153, 306, 179]
article-body: দেশত ৰন্ধন গেছৰ মূল্য বৃদ্ধিয়ে সাধাৰণ লোকক জুৰুলা কৰি তোলাৰ সময়তে যোগান ব্যৱস্থাকো লৈ নানা প্ৰশ্নৰ উদয় হৈছে। গ্ৰাহক সংগঠনসমূহে এই সন্দৰ্ভত কেন্দ্ৰীয় চৰকাৰৰ হস্তক্ষেপ দাবী কৰিছে। বিতৰক সংস্থাসমূহে সদৰি কৰা মতে চাহিদা অনুপাতে যোগান নিয়মীয়া কৰি ৰখাৰ সকলো প্ৰচেষ্টা অব্যাহত আছে। ইয়াৰ পিছতো গ্ৰাহকৰ এচামে নিৰ্ধাৰিত মূল্যতকৈ অধিক আদায় দিবলগা হোৱা বুলি অভিযোগ উত্থাপন কৰিছে। সচেতন মহলে এনে পৰিস্থিতিয়ে সাধাৰণ পৰিয়ালৰ মাহিলী বাজেটত পেলাব পৰা প্ৰভাৱৰ বিষয়ে উদ্বেগ প্ৰকাশ কৰিছে। ইফালে বিৰোধী দলসমূহে চৰকাৰৰ ভূমিকাক তীব্ৰ ভাষাৰে সমালোচনা কৰিছে। দেশত ৰন্ধন গেছৰ মূল্য বৃদ্ধিয়ে সাধাৰণ লোকক জুৰুলা কৰি তোলাৰ সময়তে যোগান ব্যৱস্থাকো লৈ নানা প্ৰশ্নৰ উদয় হৈছে। গ্ৰাহক সংগঠনসমূহে এই সন্দৰ্ভত কেন্দ্ৰীয় চৰকাৰৰ হস্তক্ষেপ দাবী কৰিছে। বিতৰক সংস্থাসমূহে সদৰি কৰা মতে চাহিদা অনুপাতে যোগান নিয়মীয়া কৰি ৰখাৰ সকলো প্ৰচেষ্টা অব্যাহত আছে। ইয়াৰ পিছতো গ্ৰাহকৰ এচামে নিৰ্ধাৰিত মূল্যতকৈ অধিক আদায় দিবলগা হোৱা বুলি অভিযোগ উত্থাপন কৰিছে। সচেতন মহলে এনে পৰিস্থিতিয়ে সাধাৰণ পৰিয়ালৰ মাহিলী বাজেটত পেলাব পৰা প্ৰভাৱৰ বিষয়ে উদ্বেগ প্ৰকাশ কৰিছে। ইফালে বিৰোধী দলসমূহে চৰকাৰৰ ভূমিকাক তীব্ৰ ভাষাৰে সমালোচনা কৰিছে। দেশত ৰন্ধন গেছৰ মূল্য বৃদ্ধিয়ে সাধাৰণ লোকক জুৰুলা কৰি তোলাৰ সময়তে যোগান ব্যৱস্থাকো লৈ নানা প্ৰশ্নৰ উদয় হৈছে। গ্ৰাহক সংগঠনসমূহে এই সন্দৰ্ভত কেন্দ্ৰীয় চৰকাৰৰ হস্তক্ষেপ দাবী কৰিছে। বিতৰক সংস্থাসমূহে সদৰি কৰা মতে চাহিদা অনুপাতে যোগান নিয়মীয়া কৰি ৰখাৰ সকলো প্ৰচেষ্টা অব্যাহত আছে। ইয়াৰ পিছতো গ্ৰাহকৰ এচামে নিৰ্ধাৰিত মূল্যতকৈ অধিক আদায় দিবলগা হোৱা বুলি অভিযোগ উত্থাপন কৰিছে। সচেতন মহলে এনে পৰিস্থিতিয়ে সাধাৰণ পৰিয়ালৰ মাহিলী বাজেটত পেলাব পৰা প্ৰভাৱৰ বিষয়ে উদ্বেগ প্ৰকাশ কৰিছে। ইফালে বিৰোধী দলসমূহে চৰকাৰৰ ভূমিকাক তীব্ৰ ভাষাৰে সমালোচনা কৰিছে। দেশত ৰন্ধন গেছৰ মূল্য বৃদ্ধিয়ে সাধাৰণ লোকক জুৰুলা কৰি তোলাৰ সময়তে যোগান ব্যৱস্থাকো লৈ নানা প্ৰশ্নৰ উদয় হৈছে। গ্ৰাহক সংগঠনসমূহে এই সন্দৰ্ভত কেন্দ্ৰীয় চৰকাৰৰ হস্তক্ষেপ দাবী কৰিছে। বিতৰক সংস্থাসমূহে সদৰি কৰা মতে চাহিদা অনুপাতে যোগান নিয়মীয়া কৰি ৰখাৰ সকলো প্ৰচেষ্টা অব্যাহত আছে। ইয়াৰ পিছতো গ্ৰাহকৰ এচামে নিৰ্ধাৰিত মূল্যতকৈ অধিক আদায় দিবলগা হোৱা বুলি অভিযোগ উত্থাপন কৰিছে। সচেতন মহলে এনে পৰিস্থিতিয়ে সাধাৰণ পৰিয়ালৰ মাহিলী বাজেটত পেলাব পৰা প্ৰভাৱৰ বিষয়ে উদ্বেগ প্ৰকাশ কৰিছে। ইফালে বিৰোধী দলসমূহে চৰকাৰৰ ভূমিকাক তীব্ৰ ভাষাৰে সমালোচনা কৰিছে। দেশত ৰন্ধন গেছৰ মূল্য বৃদ্ধিয়ে সাধাৰণ লোকক জুৰুলা কৰি তোলাৰ সময়তে যোগান ব্যৱস্থাকো লৈ নানা প্ৰশ্নৰ উদয় হৈছে। গ্ৰাহক সংগঠনসমূহে এই সন্দৰ্ভত কেন্দ্ৰীয় চৰকাৰৰ হস্তক্ষেপ দাবী কৰিছে। বিতৰক সংস্থাসমূহে সদৰি কৰা মতে চাহিদা অনুপাতে যোগান নিয়মীয়া কৰি ৰখাৰ সকলো প্ৰচেষ্টা অব্যাহত আছে। ইয়াৰ পিছতো গ্ৰাহকৰ এচামে নিৰ্ধাৰিত মূল্যতকৈ অধিক আদায় দিবলগা হোৱা বুলি অভিযোগ উত্থাপন কৰিছে। সচেতন মহলে এনে পৰিস্থিতিয়ে সাধাৰণ পৰিয়ালৰ মাহিলী বাজেটত পেলাব পৰা প্ৰভাৱৰ বিষয়ে উদ্বেগ প্ৰকাশ কৰিছে। ইফালে বিৰোধী দলসমূহে চৰকাৰৰ ভূমিকাক তীব্ৰ ভাষাৰে সমালোচনা কৰিছে। দেশত ৰন্ধন গেছৰ মূল্য বৃদ্ধিয়ে সাধাৰণ লোকক জুৰুলা কৰি তোলাৰ সময়তে যোগান ব্যৱস্থাকো লৈ নানা প্ৰশ্নৰ উদয় হৈছে। গ্ৰাহক সংগঠনসমূহে এই সন্দৰ্ভত কেন্দ্ৰীয় চৰকাৰৰ হস্তক্ষেপ দাবী কৰিছে। বিতৰক সংস্থাসমূহে সদৰি কৰা মতে চাহিদা অনুপাতে যোগান নিয়মীয়া কৰি ৰখাৰ সকলো প্ৰচেষ্টা অব্যাহত আছে। ইয়াৰ পিছতো গ্ৰাহকৰ এচামে নিৰ্ধাৰিত মূল্যতকৈ অধিক আদায় দিবলগা হোৱা বুলি অভিযোগ উত্থাপন কৰিছে। সচেতন মহলে এনে পৰিস্থিতিয়ে সাধাৰণ পৰিয়ালৰ মাহিলী বাজেটত পেলাব পৰা প্ৰভাৱৰ বিষয়ে উদ্বেগ প্ৰকাশ কৰিছে। ইফালে বিৰোধী দলসমূহে চৰকাৰৰ ভূমিকাক তীব্ৰ ভাষাৰে সমালোচনা কৰিছে। দেশত ৰন্ধন গেছৰ মূল্য বৃদ্ধিয়ে সাধাৰণ লোকক জুৰুলা কৰি তোলাৰ সময়তে যোগান ব্যৱস্থাকো লৈ নানা প্ৰশ্নৰ উদয় হৈছে। গ্ৰাহক সংগঠনসমূহে এই সন্দৰ্ভত কেন্দ্ৰীয় চৰকাৰৰ হস্তক্ষেপ দাবী কৰিছে। বিতৰক সংস্থাসমূহে সদৰি কৰা মতে চাহিদা অনুপাতে যোগান নিয়মীয়া কৰি ৰখাৰ সকলো প্ৰচেষ্টা অব্যাহত আছে। ইয়াৰ পিছতো গ্ৰাহকৰ এচামে নিৰ্ধাৰিত মূল্যতকৈ অধিক আদায় দিবলগা হোৱা বুলি অভিযোগ উত্থাপন কৰিছে। সচেতন মহলে এনে পৰিস্থিতিয়ে সাধাৰণ পৰিয়ালৰ মাহিলী বাজেটত পেলাব পৰা প্ৰভাৱৰ বিষয়ে উদ্বেগ প্ৰকাশ কৰিছে। ইফালে বিৰোধী দলসমূহে চৰকাৰৰ ভূমিকাক তীব্ৰ ভাষাৰে সমালোচনা কৰিছে। দেশত ৰন্ধন গেছৰ মূল্য বৃদ্ধিয়ে সাধাৰণ লোকক জুৰুলা কৰি তোলাৰ সময়তে যোগান ব্যৱস্থাকো লৈ নানা প্ৰশ্নৰ উদয় হৈছে। গ্ৰাহক সংগঠনসমূহে এই সন্দৰ্ভত কেন্দ্ৰীয় চৰকাৰৰ হস্তক্ষেপ দাবী কৰিছে। বিতৰক সংস্থাসমূহে সদৰি কৰা মতে চাহিদা অনুপাতে যোগান নিয়মীয়া কৰি ৰখাৰ সকলো প্ৰচেষ্টা অব্যাহত আছে। ইয়াৰ পিছতো গ্ৰাহকৰ এচামে নিৰ্ধাৰিত মূল্যতকৈ অধিক আদায় দিবলগা হোৱা বুলি অভিযোগ উত্থাপন কৰিছে। সচেতন মহলে এনে পৰিস্থিতিয়ে সাধাৰণ পৰিয়ালৰ মাহিলী বাজেটত পেলাব পৰা প্ৰভাৱৰ বিষয়ে উদ্বেগ প্ৰকাশ কৰিছে। ইফালে বিৰোধী দলসমূহে চৰকাৰৰ ভূমিকাক তীব্ৰ ভাষাৰে সমালোচনা কৰিছে। [1115, 130, 1461, 942]
article-body: ঐতিহ্যমণ্ডিত বৰপেটাৰ দৌল উৎসৱক লৈ ভক্তপ্ৰাণ ৰাইজৰ মাজত ব্যাপক উৎসাহ-উদ্দীপনাৰ সৃষ্টি হৈছে। বৰপেটা সত্ৰত ইতিমধ্যে উৎসৱৰ সকলো প্ৰস্তুতি সম্পূৰ্ণ হৈ উঠিছে। সত্ৰ পৰিচালনা সমিতিয়ে জানিবলৈ দিয়া মতে এইবেলি উৎসৱত ৰেকৰ্ডসংখ্যক ভক্তৰ সমাগম হোৱাৰ সম্ভাৱনা আছে। দূৰ-দূৰণিৰ পৰা অহা ভক্তসকলৰ বাবে বিশেষ ব্যৱস্থা গ্ৰহণ কৰা হৈছে। ইফালে নিৰাপত্তা ব্যৱস্থাও কটকটীয়া কৰি তোলা হৈছে। জিলা প্ৰশাসনে যান-বাহন নিয়ন্ত্ৰণৰ বাবে বিশেষ নিৰ্দেশনা জাৰি কৰিছে। উৎসৱৰ কেইদিন গোটেই অঞ্চলটো উৎসৱমুখৰ হৈ পৰিব বুলি আশা কৰা হৈছে। ঐতিহ্যমণ্ডিত বৰপেটাৰ দৌল উৎসৱক লৈ ভক্তপ্ৰাণ ৰাইজৰ মাজত ব্যাপক উৎসাহ-উদ্দীপনাৰ সৃষ্টি হৈছে। বৰপেটা সত্ৰত ইতিমধ্যে উৎসৱৰ সকলো প্ৰস্তুতি সম্পূৰ্ণ হৈ উঠিছে। সত্ৰ পৰিচালনা সমিতিয়ে জানিবলৈ দিয়া মতে এইবেলি উৎসৱত ৰেকৰ্ডসংখ্যক ভক্তৰ সমাগম হোৱাৰ সম্ভাৱনা আছে। দূৰ-দূৰণিৰ পৰা অহা ভক্তসকলৰ বাবে বিশেষ ব্যৱস্থা গ্ৰহণ কৰা হৈছে। ইফালে নিৰাপত্তা ব্যৱস্থাও কটকটীয়া কৰি তোলা হৈছে। জিলা প্ৰশাসনে যান-বাহন নিয়ন্ত্ৰণৰ বাবে বিশেষ নিৰ্দেশনা জাৰি কৰিছে। উৎসৱৰ কেইদিন গোটেই অঞ্চলটো উৎসৱমুখৰ হৈ পৰিব বুলি আশা কৰা হৈছে। ঐতিহ্যমণ্ডিত বৰপেটাৰ দৌল উৎসৱক লৈ ভক্তপ্ৰাণ ৰাইজৰ মাজত ব্যাপক উৎসাহ-উদ্দীপনাৰ সৃষ্টি হৈছে। বৰপেটা সত্ৰত ইতিমধ্যে উৎসৱৰ সকলো প্ৰস্তুতি সম্পূৰ্ণ হৈ উঠিছে। সত্ৰ পৰিচালনা সমিতিয়ে জানিবলৈ দিয়া মতে এইবেলি উৎসৱত ৰেকৰ্ডসংখ্যক ভক্তৰ সমাগম হোৱাৰ সম্ভাৱনা আছে। দূৰ-দূৰণিৰ পৰা অহা ভক্তসকলৰ বাবে বিশেষ ব্যৱস্থা গ্ৰহণ কৰা হৈছে। ইফালে নিৰাপত্তা ব্যৱস্থাও কটকটীয়া কৰি তোলা হৈছে। জিলা প্ৰশাসনে যান-বাহন নিয়ন্ত্ৰণৰ বাবে বিশেষ নিৰ্দেশনা জাৰি কৰিছে। উৎসৱৰ কেইদিন গোটেই অঞ্চলটো উৎসৱমুখৰ হৈ পৰিব বুলি আশা কৰা হৈছে। ঐতিহ্যমণ্ডিত বৰপেটাৰ দৌল উৎসৱক লৈ ভক্তপ্ৰাণ ৰাইজৰ মাজত ব্যাপক উৎসাহ-উদ্দীপনাৰ সৃষ্টি হৈছে। বৰপেটা সত্ৰত ইতিমধ্যে উৎসৱৰ সকলো প্ৰস্তুতি সম্পূৰ্ণ হৈ উঠিছে। সত্ৰ পৰিচালনা সমিতিয়ে জানিবলৈ দিয়া মতে এইবেলি উৎসৱত ৰেকৰ্ডসংখ্যক ভক্তৰ সমাগম হোৱাৰ সম্ভাৱনা আছে। দূৰ-দূৰণিৰ পৰা অহা ভক্তসকলৰ বাবে বিশেষ ব্যৱস্থা গ্ৰহণ কৰা হৈছে। ইফালে নিৰাপত্তা ব্যৱস্থাও কটকটীয়া কৰি তোলা হৈছে। জিলা প্ৰশাসনে যান-বাহন নিয়ন্ত্ৰণৰ বাবে বিশেষ নিৰ্দেশনা জাৰি কৰিছে। উৎসৱৰ কেইদিন গোটেই অঞ্চলটো উৎসৱমুখৰ হৈ পৰিব বুলি আশা কৰা হৈছে। ঐতিহ্যমণ্ডিত বৰপেটাৰ দৌল উৎসৱক লৈ ভক্তপ্ৰাণ ৰাইজৰ মাজত ব্যাপক উৎসাহ-উদ্দীপনাৰ সৃষ্টি হৈছে। বৰপেটা সত্ৰত ইতিমধ্যে উৎসৱৰ সকলো প্ৰস্তুতি সম্পূৰ্ণ হৈ উঠিছে। সত্ৰ পৰিচালনা সমিতিয়ে জানিবলৈ দিয়া মতে এইবেলি উৎসৱত ৰেকৰ্ডসংখ্যক ভক্তৰ সমাগম হোৱাৰ সম্ভাৱনা আছে। দূৰ-দূৰণিৰ পৰা অহা ভক্তসকলৰ বাবে বিশেষ ব্যৱস্থা গ্ৰহণ কৰা হৈছে। ইফালে নিৰাপত্তা ব্যৱস্থাও কটকটীয়া কৰি তোলা হৈছে। জিলা প্ৰশাসনে যান-বাহন নিয়ন্ত্ৰণৰ বাবে বিশেষ নিৰ্দেশনা জাৰি কৰিছে। উৎসৱৰ কেইদিন গোটেই অঞ্চলটো উৎসৱমুখৰ হৈ পৰিব বুলি আশা কৰা হৈছে। ঐতিহ্যমণ্ডিত বৰপেটাৰ দৌল উৎসৱক লৈ ভক্তপ্ৰাণ ৰাইজৰ মাজত ব্যাপক উৎসাহ-উদ্দীপনাৰ সৃষ্টি হৈছে। বৰপেটা সত্ৰত ইতিমধ্যে উৎসৱৰ সকলো প্ৰস্তুতি সম্পূৰ্ণ হৈ উঠিছে। সত্ৰ পৰিচালনা সমিতিয়ে জানিবলৈ দিয়া মতে এইবেলি উৎসৱত ৰেকৰ্ডসংখ্যক ভক্তৰ সমাগম হোৱাৰ সম্ভাৱনা আছে। দূৰ-দূৰণিৰ পৰা অহা ভক্তসকলৰ বাবে বিশেষ ব্যৱস্থা গ্ৰহণ কৰা হৈছে। ইফালে নিৰাপত্তা ব্যৱস্থাও কটকটীয়া কৰি তোলা হৈছে। জিলা প্ৰশাসনে যান-বাহন নিয়ন্ত্ৰণৰ বাবে বিশেষ নিৰ্দেশনা জাৰি কৰিছে। উৎসৱৰ কেইদিন গোটেই অঞ্চলটো উৎসৱমুখৰ হৈ পৰিব বুলি আশা কৰা হৈছে। ঐতিহ্যমণ্ডিত বৰপেটাৰ দৌল উৎসৱক লৈ ভক্তপ্ৰাণ ৰাইজৰ মাজত ব্যাপক উৎসাহ-উদ্দীপনাৰ সৃষ্টি হৈছে। বৰপেটা সত্ৰত ইতিমধ্যে উৎসৱৰ সকলো প্ৰস্তুতি সম্পূৰ্ণ হৈ উঠিছে। সত্ৰ পৰিচালনা সমিতিয়ে জানিবলৈ দিয়া মতে এইবেলি উৎসৱত ৰেকৰ্ডসংখ্যক ভক্তৰ সমাগম হোৱাৰ সম্ভাৱনা আছে। দূৰ-দূৰণিৰ পৰা অহা ভক্তসকলৰ বাবে বিশেষ ব্যৱস্থা গ্ৰহণ কৰা হৈছে। ইফালে নিৰাপত্তা ব্যৱস্থাও কটকটীয়া কৰি তোলা হৈছে। জিলা প্ৰশাসনে যান-বাহন নিয়ন্ত্ৰণৰ বাবে বিশেষ নিৰ্দেশনা জাৰি কৰিছে। উৎসৱৰ কেইদিন গোটেই অঞ্চলটো উৎসৱমুখৰ হৈ পৰিব বুলি আশা কৰা হৈছে। ঐতিহ্যমণ্ডিত বৰপেটাৰ দৌল উৎসৱক লৈ ভক্তপ্ৰাণ ৰাইজৰ মাজত ব্যাপক উৎসাহ-উদ্দীপনাৰ সৃষ্টি হৈছে। বৰপেটা সত্ৰত ইতিমধ্যে উৎসৱৰ সকলো প্ৰস্তুতি সম্পূৰ্ণ হৈ উঠিছে। সত্ৰ পৰিচালনা সমিতিয়ে জানিবলৈ দিয়া মতে এইবেলি উৎসৱত ৰেকৰ্ডসংখ্যক ভক্তৰ সমাগম হোৱাৰ সম্ভাৱনা আছে। দূৰ-দূৰণিৰ পৰা অহা ভক্তসকলৰ বাবে বিশেষ ব্যৱস্থা গ্ৰহণ কৰা হৈছে। ইফালে নিৰাপত্তা ব্যৱস্থাও কটকটীয়া কৰি তোলা হৈছে। জিলা প্ৰশাসনে যান-বাহন নিয়ন্ত্ৰণৰ বাবে বিশেষ নিৰ্দেশনা জাৰি কৰিছে। উৎসৱৰ কেইদিন গোটেই অঞ্চলটো উৎসৱমুখৰ হৈ পৰিব বুলি আশা কৰা হৈছে। [751, 1418, 1097, 2129]
column-group-4 [1106, 88, 1470, 2445]
article-body: মধ্যপ্ৰাচ্যৰ যুদ্ধই ব্যাপক ৰূপ লোৱাৰ আশংকাই সমগ্ৰ বিশ্বকে চিন্তিত কৰি তুলিছে। আন্তঃৰাষ্ট্ৰীয় সংবাদ মাধ্যমত প্ৰকাশিত বাতৰি অনুসৰি সংঘৰ্ষজৰ্জৰ অঞ্চলসমূহত সাধাৰণ লোকৰ জীৱন দুৰ্বিষহ হৈ পৰিছে। বিশেষজ্ঞসকলৰ মতে এই সংঘাতে বিশ্ব অৰ্থনীতিত সুদূৰপ্ৰসাৰী প্ৰভাৱ পেলাব পাৰে। খাৰুৱা তেলৰ মূল্য বৃদ্ধিৰ আশংকাও নুই কৰিব নোৱাৰি বুলি তেওঁলোকে সদৰি কৰিছে। মধ্যপ্ৰাচ্যৰ যুদ্ধই ব্যাপক ৰূপ লোৱাৰ আশংকাই সমগ্ৰ বিশ্বকে চিন্তিত কৰি তুলিছে। আন্তঃৰাষ্ট্ৰীয় সংবাদ মাধ্যমত প্ৰকাশিত বাতৰি অনুসৰি সংঘৰ্ষজৰ্জৰ অঞ্চলসমূহত সাধাৰণ লোকৰ জীৱন দুৰ্বিষহ হৈ পৰিছে। বিশেষজ্ঞসকলৰ মতে এই সংঘাতে বিশ্ব অৰ্থনীতিত সুদূৰপ্ৰসাৰী প্ৰভাৱ পেলাব পাৰে। খাৰুৱা তেলৰ মূল্য বৃদ্ধিৰ আশংকাও নুই কৰিব নোৱাৰি বুলি তেওঁলোকে সদৰি কৰিছে। মধ্যপ্ৰাচ্যৰ যুদ্ধই ব্যাপক ৰূপ লোৱাৰ আশংকাই সমগ্ৰ বিশ্বকে চিন্তিত কৰি তুলিছে। আন্তঃৰাষ্ট্ৰীয় সংবাদ মাধ্যমত প্ৰকাশিত বাতৰি অনুসৰি সংঘৰ্ষজৰ্জৰ অঞ্চলসমূহত সাধাৰণ লোকৰ জীৱন দুৰ্বিষহ হৈ পৰিছে। বিশেষজ্ঞসকলৰ মতে এই সংঘাতে বিশ্ব অৰ্থনীতিত সুদূৰপ্ৰসাৰী প্ৰভাৱ পেলাব পাৰে। খাৰুৱা তেলৰ মূল্য বৃদ্ধিৰ আশংকাও নুই কৰিব নোৱাৰি বুলি তেওঁলোকে সদৰি কৰিছে। [23, 1171, 369, 1347]
header-rule [14, 80, 1470, 82]
article-headline: ৩০ৰ পৰিবৰ্তে ৩৩%... [455, 2165, 665, 2192]
article-headline: ২৩ হাজাৰ নাৱিকৰ... [460, 882, 660, 909]
dateline-right-group [1108, 40, 1466, 78]
article-body: আজি গোলাঘাটত এক গুৰুত্বপূৰ্ণ অনুষ্ঠানৰ আয়োজন কৰা হৈছে। জিলা প্ৰশাসনৰ উদ্যোগত আয়োজিত এই অনুষ্ঠানত ৰাজ্যৰ বিভিন্ন প্ৰান্তৰ প্ৰতিনিধিয়ে অংশগ্ৰহণ কৰিব। উদ্যোক্তাসকলে জানিবলৈ দিয়া মতে অনুষ্ঠানৰ সকলো প্ৰস্তুতি সম্পূৰ্ণ হৈ উঠিছে। স্থানীয় ৰাইজে এই আয়োজনক আন্তৰিকতাৰে আদৰণি জনাইছে। আজি গোলাঘাটত এক গুৰুত্বপূৰ্ণ অনুষ্ঠানৰ আয়োজন কৰা হৈছে। জিলা প্ৰশাসনৰ উদ্যোগত আয়োজিত এই অনুষ্ঠানত ৰাজ্যৰ বিভিন্ন প্ৰান্তৰ প্ৰতিনিধিয়ে অংশগ্ৰহণ কৰিব। উদ্যোক্তাসকলে জানিবলৈ দিয়া মতে অনুষ্ঠানৰ সকলো প্ৰস্তুতি সম্পূৰ্ণ হৈ উঠিছে। স্থানীয় ৰাইজে এই আয়োজনক আন্তৰিকতাৰে আদৰণি জনাইছে। আজি গোলাঘাটত এক গুৰুত্বপূৰ্ণ অনুষ্ঠানৰ আয়োজন কৰা হৈছে। জিলা প্ৰশাসনৰ উদ্যোগত আয়োজিত এই অনুষ্ঠানত ৰাজ্যৰ বিভিন্ন প্ৰান্তৰ প্ৰতিনিধিয়ে অংশগ্ৰহণ কৰিব। উদ্যোক্তাসকলে জানিবলৈ দিয়া মতে অনুষ্ঠানৰ সকলো প্ৰস্তুতি সম্পূৰ্ণ হৈ উঠিছে। স্থানীয় ৰাইজে এই আয়োজনক আন্তৰিকতাৰে আদৰণি জনাইছে। আজি গোলাঘাটত এক গুৰুত্বপূৰ্ণ অনুষ্ঠানৰ আয়োজন কৰা হৈছে। জিলা প্ৰশাসনৰ উদ্যোগত আয়োজিত এই অনুষ্ঠানত ৰাজ্যৰ বিভিন্ন প্ৰান্তৰ প্ৰতিনিধিয়ে অংশগ্ৰহণ কৰিব। উদ্যোক্তাসকলে জানিবলৈ দিয়া মতে অনুষ্ঠানৰ সকলো প্ৰস্তুতি সম্পূৰ্ণ হৈ উঠিছে। স্থানীয় ৰাইজে এই আয়োজনক আন্তৰিকতাৰে আদৰণি জনাইছে। [751, 1001, 1097, 1229]
dateline-assamese: গুৱাহাটী, শনিবাৰ, ২২ ফাগুন, ১৯৪৭ শক [18, 50, 242, 66]
continuation-label: তিনি পিঠিৰ পৰা— [33, 125, 141, 141]
article-body: সাগৰীয় পৰিবহণ খণ্ডত কৰ্মৰত প্ৰায় ২৩ হাজাৰ নাৱিকৰ ভৱিষ্যতক লৈ অনিশ্চয়তাৰ সৃষ্টি হৈছে। সংশ্লিষ্ট সংস্থাসমূহে শীঘ্ৰে সমস্যা সমাধানৰ দাবী জনাইছে। নাৱিক সন্থাৰ নেতৃবৃন্দই সদৰি কৰা মতে দীৰ্ঘদিন ধৰি তেওঁলোকৰ ন্যায্য দাবীসমূহ উপেক্ষিত হৈ আহিছে। ইয়াৰ পিছতো সংশ্লিষ্ট কৰ্তৃপক্ষই কোনো ফলপ্ৰসূ ব্যৱস্থা গ্ৰহণ নকৰাটো ৰহস্যজনক বুলি অভিহিত কৰা হৈছে। ইতিমধ্যে বিভিন্ন দল-সংগঠনে এই বিষয়টো গুৰুত্বসহকাৰে গ্ৰহণ কৰিবলৈ চৰকাৰক দাবী জনাইছে। আগন্তুক দিনত আন্দোলনৰ কাৰ্যসূচী হাতত লোৱা হ'ব বুলিও সকীয়াই দিয়া হৈছে। সাগৰীয় পৰিবহণ খণ্ডত কৰ্মৰত প্ৰায় ২৩ হাজাৰ নাৱিকৰ ভৱিষ্যতক লৈ অনিশ্চয়তাৰ সৃষ্টি হৈছে। সংশ্লিষ্ট সংস্থাসমূহে শীঘ্ৰে সমস্যা সমাধানৰ দাবী জনাইছে। নাৱিক সন্থাৰ নেতৃবৃন্দই সদৰি কৰা মতে দীৰ্ঘদিন ধৰি তেওঁলোকৰ ন্যায্য দাবীসমূহ উপেক্ষিত হৈ আহিছে। ইয়াৰ পিছতো সংশ্লিষ্ট কৰ্তৃপক্ষই কোনো ফলপ্ৰসূ ব্যৱস্থা গ্ৰহণ নকৰাটো ৰহস্যজনক বুলি অভিহিত কৰা হৈছে। ইতিমধ্যে বিভিন্ন দল-সংগঠনে এই বিষয়টো গুৰুত্বসহকাৰে গ্ৰহণ কৰিবলৈ চৰকাৰক দাবী জনাইছে। আগন্তুক দিনত আন্দোলনৰ কাৰ্যসূচী হাতত লোৱা হ'ব বুলিও সকীয়াই দিয়া হৈছে। সাগৰীয় পৰিবহণ খণ্ডত কৰ্মৰত প্ৰায় ২৩ হাজাৰ নাৱিকৰ ভৱিষ্যতক লৈ অনিশ্চয়তাৰ সৃষ্টি হৈছে। সংশ্লিষ্ট সংস্থাসমূহে শীঘ্ৰে সমস্যা সমাধানৰ দাবী জনাইছে। নাৱিক সন্থাৰ নেতৃবৃন্দই সদৰি কৰা মতে দীৰ্ঘদিন ধৰি তেওঁলোকৰ ন্যায্য দাবীসমূহ উপেক্ষিত হৈ আহিছে। ইয়াৰ পিছতো সংশ্লিষ্ট কৰ্তৃপক্ষই কোনো ফলপ্ৰসূ ব্যৱস্থা গ্ৰহণ নকৰাটো ৰহস্যজনক বুলি অভিহিত কৰা হৈছে। ইতিমধ্যে বিভিন্ন দল-সংগঠনে এই বিষয়টো গুৰুত্বসহকাৰে গ্ৰহণ কৰিবলৈ চৰকাৰক দাবী জনাইছে। আগন্তুক দিনত আন্দোলনৰ কাৰ্যসূচী হাতত লোৱা হ'ব বুলিও সকীয়াই দিয়া হৈছে। সাগৰীয় পৰিবহণ খণ্ডত কৰ্মৰত প্ৰায় ২৩ হাজাৰ নাৱিকৰ ভৱিষ্যতক লৈ অনিশ্চয়তাৰ সৃষ্টি হৈছে। সংশ্লিষ্ট সংস্থাসমূহে শীঘ্ৰে সমস্যা সমাধানৰ দাবী জনাইছে। নাৱিক সন্থাৰ নেতৃবৃন্দই সদৰি কৰা মতে দীৰ্ঘদিন ধৰি তেওঁলোকৰ ন্যায্য দাবীসমূহ উপেক্ষিত হৈ আহিছে। ইয়াৰ পিছতো সংশ্লিষ্ট কৰ্তৃপক্ষই কোনো ফলপ্ৰসূ ব্যৱস্থা গ্ৰহণ নকৰাটো ৰহস্যজনক বুলি অভিহিত কৰা হৈছে। ইতিমধ্যে বিভিন্ন দল-সংগঠনে এই বিষয়টো গুৰুত্বসহকাৰে গ্ৰহণ কৰিবলৈ চৰকাৰক দাবী জনাইছে। আগন্তুক দিনত আন্দোলনৰ কাৰ্যসূচী হাতত লোৱা হ'ব বুলিও সকীয়াই দিয়া হৈছে। সাগৰীয় পৰিবহণ খণ্ডত কৰ্মৰত প্ৰায় ২৩ হাজাৰ নাৱিকৰ ভৱিষ্যতক লৈ অনিশ্চয়তাৰ সৃষ্টি হৈছে। সংশ্লিষ্ট সংস্থাসমূহে শীঘ্ৰে সমস্যা সমাধানৰ দাবী জনাইছে। নাৱিক সন্থাৰ নেতৃবৃন্দই সদৰি কৰা মতে দীৰ্ঘদিন ধৰি তেওঁলোকৰ ন্যায্য দাবীসমূহ উপেক্ষিত হৈ আহিছে। ইয়াৰ পিছতো সংশ্লিষ্ট কৰ্তৃপক্ষই কোনো ফলপ্ৰসূ ব্যৱস্থা গ্ৰহণ নকৰাটো ৰহস্যজনক বুলি অভিহিত কৰা হৈছে। ইতিমধ্যে বিভিন্ন দল-সংগঠনে এই বিষয়টো গুৰুত্বসহকাৰে গ্ৰহণ কৰিবলৈ চৰকাৰক দাবী জনাইছে। আগন্তুক দিনত আন্দোলনৰ কাৰ্যসূচী হাতত লোৱা হ'ব বুলিও সকীয়াই দিয়া হৈছে। [387, 918, 733, 1336]
top-strip-segment: আৰক্ষীয়ে ঘটনা সন্দৰ্ভত এক গোচৰ ৰুজু কৰি তদন্ত আৰম্ভ কৰিছে। দোষীক কৰায়ত্ত কৰিবলৈ অভিযান অব্যাহত আছে বুলি আৰক্ষী সূত্ৰই সদৰি কৰিছে। [1191, 8, 1467, 26]
article-agp-lage [1115, 1169, 1461, 1745]
top-strip [14, 4, 1470, 37]
article-body: আঞ্চলিক ৰাজনীতিৰ পথাৰত নিজৰ স্থিতি সুদৃঢ় কৰিবলৈ হ'লে অগপকো লাগে নতুন কৰ্মপন্থা— এই মন্তব্য দলৰে জ্যেষ্ঠ নেতাৰ। দলীয় কৰ্মীসভাত ভাষণ দি তেওঁ সাংগঠনিক ভেটি টনকিয়াল কৰাৰ ওপৰত গুৰুত্ব আৰোপ কৰে। উল্লেখ্য যে যোৱা কেইদিন ধৰি দলটোৰ ভিতৰচ'ৰাত নানা বিষয়ক লৈ চৰ্চা অব্যাহত আছে। নেতৃবৃন্দই অৱশ্যে সকলো জল্পনা-কল্পনা নুই কৰিছে। বিশেষজ্ঞসকলৰ মতে আগন্তুক নিৰ্বাচনৰ পূৰ্বে আঞ্চলিক দলটোৱে নিজৰ ৰণকৌশল সলনি কৰাৰ সম্ভাৱনা প্ৰকট হৈ পৰিছে। আঞ্চলিক ৰাজনীতিৰ পথাৰত নিজৰ স্থিতি সুদৃঢ় কৰিবলৈ হ'লে অগপকো লাগে নতুন কৰ্মপন্থা— এই মন্তব্য দলৰে জ্যেষ্ঠ নেতাৰ। দলীয় কৰ্মীসভাত ভাষণ দি তেওঁ সাংগঠনিক ভেটি টনকিয়াল কৰাৰ ওপৰত গুৰুত্ব আৰোপ কৰে। উল্লেখ্য যে যোৱা কেইদিন ধৰি দলটোৰ ভিতৰচ'ৰাত নানা বিষয়ক লৈ চৰ্চা অব্যাহত আছে। নেতৃবৃন্দই অৱশ্যে সকলো জল্পনা-কল্পনা নুই কৰিছে। বিশেষজ্ঞসকলৰ মতে আগন্তুক নিৰ্বাচনৰ পূৰ্বে আঞ্চলিক দলটোৱে নিজৰ ৰণকৌশল সলনি কৰাৰ সম্ভাৱনা প্ৰকট হৈ পৰিছে। আঞ্চলিক ৰাজনীতিৰ পথাৰত নিজৰ স্থিতি সুদৃঢ় কৰিবলৈ হ'লে অগপকো লাগে নতুন কৰ্মপন্থা— এই মন্তব্য দলৰে জ্যেষ্ঠ নেতাৰ। দলীয় কৰ্মীসভাত ভাষণ দি তেওঁ সাংগঠনিক ভেটি টনকিয়াল কৰাৰ ওপৰত গুৰুত্ব আৰোপ কৰে। উল্লেখ্য যে যোৱা কেইদিন ধৰি দলটোৰ ভিতৰচ'ৰাত নানা বিষয়ক লৈ চৰ্চা অব্যাহত আছে। নেতৃবৃন্দই অৱশ্যে সকলো জল্পনা-কল্পনা নুই কৰিছে। বিশেষজ্ঞসকলৰ মতে আগন্তুক নিৰ্বাচনৰ পূৰ্বে আঞ্চলিক দলটোৱে নিজৰ ৰণকৌশল সলনি কৰাৰ সম্ভাৱনা প্ৰকট হৈ পৰিছে। আঞ্চলিক ৰাজনীতিৰ পথাৰত নিজৰ স্থিতি সুদৃঢ় কৰিবলৈ হ'লে অগপকো লাগে নতুন কৰ্মপন্থা— এই মন্তব্য দলৰে জ্যেষ্ঠ নেতাৰ। দলীয় কৰ্মীসভাত ভাষণ দি তেওঁ সাংগঠনিক ভেটি টনকিয়াল কৰাৰ ওপৰত গুৰুত্ব আৰোপ কৰে। উল্লেখ্য যে যোৱা কেইদিন ধৰি দলটোৰ ভিতৰচ'ৰাত নানা বিষয়ক লৈ চৰ্চা অব্যাহত আছে। নেতৃবৃন্দই অৱশ্যে সকলো জল্পনা-কল্পনা নুই কৰিছে। বিশেষজ্ঞসকলৰ মতে আগন্তুক নিৰ্বাচনৰ পূৰ্বে আঞ্চলিক দলটোৱে নিজৰ ৰণকৌশল সলনি কৰাৰ সম্ভাৱনা প্ৰকট হৈ পৰিছে। আঞ্চলিক ৰাজনীতিৰ পথাৰত নিজৰ স্থিতি সুদৃঢ় কৰিবলৈ হ'লে অগপকো লাগে নতুন কৰ্মপন্থা— এই মন্তব্য দলৰে জ্যেষ্ঠ নেতাৰ। দলীয় কৰ্মীসভাত ভাষণ দি তেওঁ সাংগঠনিক ভেটি টনকিয়াল কৰাৰ ওপৰত গুৰুত্ব আৰোপ কৰে। উল্লেখ্য যে যোৱা কেইদিন ধৰি দলটোৰ ভিতৰচ'ৰাত নানা বিষয়ক লৈ চৰ্চা অব্যাহত আছে। নেতৃবৃন্দই অৱশ্যে সকলো জল্পনা-কল্পনা নুই কৰিছে। বিশেষজ্ঞসকলৰ মতে আগন্তুক নিৰ্বাচনৰ পূৰ্বে আঞ্চলিক দলটোৱে নিজৰ ৰণকৌশল সলনি কৰাৰ সম্ভাৱনা প্ৰকট হৈ পৰিছে। [1115, 1212, 1461, 1630]
article-headline: শিৱসাগৰৰ প্ৰবীণ... [834, 94, 1014, 121]
article-middle-east-war [23, 1128, 369, 1376]
article-raije-paise-matho [387, 1553, 733, 2150]
article-body: বিশিষ্ট নাট্যকৰ্মী অসীম কুমাৰে দীৰ্ঘ চাৰি দশক ধৰি অসমৰ নাট্য জগতলৈ আগবঢ়োৱা অৱদানৰ বাবে আজি এক বিশেষ অনুষ্ঠানত সম্বৰ্ধনা জনোৱা হয়। অনুষ্ঠানত জিলাখনৰ বিভিন্ন প্ৰান্তৰ শতাধিক লোক উপস্থিত থাকে। অনুষ্ঠানত ভাষণ দি নাট্যকৰ্মীগৰাকীয়ে নিজৰ সুদীৰ্ঘ নাট্য জীৱনৰ অভিজ্ঞতা বৰ্ণনা কৰে। মঞ্চ নাটকৰ সোণালী দিনবোৰৰ স্মৃতি ৰোমন্থন কৰি তেওঁ আবেগিক হৈ পৰে। সাংস্কৃতিক জগতৰ বিশিষ্ট ব্যক্তিসকলে তেওঁৰ কৰ্মৰাজিক ভূয়সী প্ৰশংসা কৰে। নতুন প্ৰজন্মৰ নাট্যকৰ্মীসকলে তেওঁৰ আদৰ্শক পাথেয় কৰি আগবাঢ়িব বুলি আশা প্ৰকাশ কৰা হয়। উল্লেখ্য যে যোৱা কেইদিন ধৰি ৰাজ্যৰ সাংস্কৃতিক মহলত এই বিষয়ে ব্যাপক চৰ্চা অব্যাহত আছে। বিশিষ্ট নাট্যকৰ্মী অসীম কুমাৰে দীৰ্ঘ চাৰি দশক ধৰি অসমৰ নাট্য জগতলৈ আগবঢ়োৱা অৱদানৰ বাবে আজি এক বিশেষ অনুষ্ঠানত সম্বৰ্ধনা জনোৱা হয়। অনুষ্ঠানত জিলাখনৰ বিভিন্ন প্ৰান্তৰ শতাধিক লোক উপস্থিত থাকে। অনুষ্ঠানত ভাষণ দি নাট্যকৰ্মীগৰাকীয়ে নিজৰ সুদীৰ্ঘ নাট্য জীৱনৰ অভিজ্ঞতা বৰ্ণনা কৰে। মঞ্চ নাটকৰ সোণালী দিনবোৰৰ স্মৃতি ৰোমন্থন কৰি তেওঁ আবেগিক হৈ পৰে। সাংস্কৃতিক জগতৰ বিশিষ্ট ব্যক্তিসকলে তেওঁৰ কৰ্মৰাজিক ভূয়সী প্ৰশংসা কৰে। নতুন প্ৰজন্মৰ নাট্যকৰ্মীসকলে তেওঁৰ আদৰ্শক পাথেয় কৰি আগবাঢ়িব বুলি আশা প্ৰকাশ কৰা হয়। উল্লেখ্য যে যোৱা কেইদিন ধৰি ৰাজ্যৰ সাংস্কৃতিক মহলত এই বিষয়ে ব্যাপক চৰ্চা অব্যাহত আছে। বিশিষ্ট নাট্যকৰ্মী অসীম কুমাৰে দীৰ্ঘ চাৰি দশক ধৰি অসমৰ নাট্য জগতলৈ আগবঢ়োৱা অৱদানৰ বাবে আজি এক বিশেষ অনুষ্ঠানত সম্বৰ্ধনা জনোৱা হয়। অনুষ্ঠানত জিলাখনৰ বিভিন্ন প্ৰান্তৰ শতাধিক লোক উপস্থিত থাকে। অনুষ্ঠানত ভাষণ দি নাট্যকৰ্মীগৰাকীয়ে নিজৰ সুদীৰ্ঘ নাট্য জীৱনৰ অভিজ্ঞতা বৰ্ণনা কৰে। মঞ্চ নাটকৰ সোণালী দিনবোৰৰ স্মৃতি ৰোমন্থন কৰি তেওঁ আবেগিক হৈ পৰে। সাংস্কৃতিক জগতৰ বিশিষ্ট ব্যক্তিসকলে তেওঁৰ কৰ্মৰাজিক ভূয়সী প্ৰশংসা কৰে। নতুন প্ৰজন্মৰ নাট্যকৰ্মীসকলে তেওঁৰ আদৰ্শক পাথেয় কৰি আগবাঢ়িব বুলি আশা প্ৰকাশ কৰা হয়। উল্লেখ্য যে যোৱা কেইদিন ধৰি ৰাজ্যৰ সাংস্কৃতিক মহলত এই বিষয়ে ব্যাপক চৰ্চা অব্যাহত আছে। বিশিষ্ট নাট্যকৰ্মী অসীম কুমাৰে দীৰ্ঘ চাৰি দশক ধৰি অসমৰ নাট্য জগতলৈ আগবঢ়োৱা অৱদানৰ বাবে আজি এক বিশেষ অনুষ্ঠানত সম্বৰ্ধনা জনোৱা হয়। অনুষ্ঠানত জিলাখনৰ বিভিন্ন প্ৰান্তৰ শতাধিক লোক উপস্থিত থাকে। অনুষ্ঠানত ভাষণ দি নাট্যকৰ্মীগৰাকীয়ে নিজৰ সুদীৰ্ঘ নাট্য জীৱনৰ অভিজ্ঞতা বৰ্ণনা কৰে। মঞ্চ নাটকৰ সোণালী দিনবোৰৰ স্মৃতি ৰোমন্থন কৰি তেওঁ আবেগিক হৈ পৰে। সাংস্কৃতিক জগতৰ বিশিষ্ট ব্যক্তিসকলে তেওঁৰ কৰ্মৰাজিক ভূয়সী প্ৰশংসা কৰে। নতুন প্ৰজন্মৰ নাট্যকৰ্মীসকলে তেওঁৰ আদৰ্শক পাথেয় কৰি আগবাঢ়িব বুলি আশা প্ৰকাশ কৰা হয়। উল্লেখ্য যে যোৱা কেইদিন ধৰি ৰাজ্যৰ সাংস্কৃতিক মহলত এই বিষয়ে ব্যাপক চৰ্চা অব্যাহত আছে। বিশিষ্ট নাট্যকৰ্মী অসীম কুমাৰে দীৰ্ঘ চাৰি দশক ধৰি অসমৰ নাট্য জগতলৈ আগবঢ়োৱা অৱদানৰ বাবে আজি এক বিশেষ অনুষ্ঠানত সম্বৰ্ধনা জনোৱা হয়। অনুষ্ঠানত জিলাখনৰ বিভিন্ন প্ৰান্তৰ শতাধিক লোক উপস্থিত থাকে। অনুষ্ঠানত ভাষণ দি নাট্যকৰ্মীগৰাকীয়ে নিজৰ সুদীৰ্ঘ নাট্য জীৱনৰ অভিজ্ঞতা বৰ্ণনা কৰে। মঞ্চ নাটকৰ সোণালী দিনবোৰৰ স্মৃতি ৰোমন্থন কৰি তেওঁ আবেগিক হৈ পৰে। সাংস্কৃতিক জগতৰ বিশিষ্ট ব্যক্তিসকলে তেওঁৰ কৰ্মৰাজিক ভূয়সী প্ৰশংসা কৰে। নতুন প্ৰজন্মৰ নাট্যকৰ্মীসকলে তেওঁৰ আদৰ্শক পাথেয় কৰি আগবাঢ়িব বুলি আশা প্ৰকাশ কৰা হয়। উল্লেখ্য যে যোৱা কেইদিন ধৰি ৰাজ্যৰ সাংস্কৃতিক মহলত এই বিষয়ে ব্যাপক চৰ্চা অব্যাহত আছে। বিশিষ্ট নাট্যকৰ্মী অসীম কুমাৰে দীৰ্ঘ চাৰি দশক ধৰি অসমৰ নাট্য জগতলৈ আগবঢ়োৱা অৱদানৰ বাবে আজি এক বিশেষ অনুষ্ঠানত সম্বৰ্ধনা জনোৱা হয়। অনুষ্ঠানত জিলাখনৰ বিভিন্ন প্ৰান্তৰ শতাধিক লোক উপস্থিত থাকে। অনুষ্ঠানত ভাষণ দি নাট্যকৰ্মীগৰাকীয়ে নিজৰ সুদীৰ্ঘ নাট্য জীৱনৰ অভিজ্ঞতা বৰ্ণনা কৰে। মঞ্চ নাটকৰ সোণালী দিনবোৰৰ স্মৃতি ৰোমন্থন কৰি তেওঁ আবেগিক হৈ পৰে। সাংস্কৃতিক জগতৰ বিশিষ্ট ব্যক্তিসকলে তেওঁৰ কৰ্মৰাজিক ভূয়সী প্ৰশংসা কৰে। নতুন প্ৰজন্মৰ নাট্যকৰ্মীসকলে তেওঁৰ আদৰ্শক পাথেয় কৰি আগবাঢ়িব বুলি আশা প্ৰকাশ কৰা হয়। উল্লেখ্য যে যোৱা কেইদিন ধৰি ৰাজ্যৰ সাংস্কৃতিক মহলত এই বিষয়ে ব্যাপক চৰ্চা অব্যাহত আছে। বিশিষ্ট নাট্যকৰ্মী অসীম কুমাৰে দীৰ্ঘ চাৰি দশক ধৰি অসমৰ নাট্য জগতলৈ আগবঢ়োৱা অৱদানৰ বাবে আজি এক বিশেষ অনুষ্ঠানত সম্বৰ্ধনা জনোৱা হয়। অনুষ্ঠানত জিলাখনৰ বিভিন্ন প্ৰান্তৰ শতাধিক লোক উপস্থিত থাকে। অনুষ্ঠানত ভাষণ দি নাট্যকৰ্মীগৰাকীয়ে নিজৰ সুদীৰ্ঘ নাট্য জীৱনৰ অভিজ্ঞতা বৰ্ণনা কৰে। মঞ্চ নাটকৰ সোণালী দিনবোৰৰ স্মৃতি ৰোমন্থন কৰি তেওঁ আবেগিক হৈ পৰে। সাংস্কৃতিক জগতৰ বিশিষ্ট ব্যক্তিসকলে তেওঁৰ কৰ্মৰাজিক ভূয়সী প্ৰশংসা কৰে। নতুন প্ৰজন্মৰ নাট্যকৰ্মীসকলে তেওঁৰ আদৰ্শক পাথেয় কৰি আগবাঢ়িব বুলি আশা প্ৰকাশ কৰা হয়। উল্লেখ্য যে যোৱা কেইদিন ধৰি ৰাজ্যৰ সাংস্কৃতিক মহলত এই বিষয়ে ব্যাপক চৰ্চা অব্যাহত আছে। বিশিষ্ট নাট্যকৰ্মী অসীম কুমাৰে দীৰ্ঘ চাৰি দশক ধৰি অসমৰ নাট্য জগতলৈ আগবঢ়োৱা অৱদানৰ বাবে আজি এক বিশেষ অনুষ্ঠানত সম্বৰ্ধনা জনোৱা হয়। অনুষ্ঠানত জিলাখনৰ বিভিন্ন প্ৰান্তৰ শতাধিক লোক উপস্থিত থাকে। অনুষ্ঠানত ভাষণ দি নাট্যকৰ্মীগৰাকীয়ে নিজৰ সুদীৰ্ঘ নাট্য জীৱনৰ অভিজ্ঞতা বৰ্ণনা কৰে। মঞ্চ নাটকৰ সোণালী দিনবোৰৰ স্মৃতি ৰোমন্থন কৰি তেওঁ আবেগিক হৈ পৰে। সাংস্কৃতিক জগতৰ বিশিষ্ট ব্যক্তিসকলে তেওঁৰ কৰ্মৰাজিক ভূয়সী প্ৰশংসা কৰে। নতুন প্ৰজন্মৰ নাট্যকৰ্মীসকলে তেওঁৰ আদৰ্শক পাথেয় কৰি আগবাঢ়িব বুলি আশা প্ৰকাশ কৰা হয়। উল্লেখ্য যে যোৱা কেইদিন ধৰি ৰাজ্যৰ সাংস্কৃতিক মহলত এই বিষয়ে ব্যাপক চৰ্চা অব্যাহত আছে। [23, 1426, 369, 2238]
top-strip-segment: ইয়াৰ উপৰি বিশিষ্ট অতিথি হিচাপে উপস্থিত থাকে কেইবাগৰাকীও গণ্যমান্য ব্যক্তি। কাৰ্যসূচীৰ অন্তত এক সাংস্কৃতিক অনুষ্ঠানো পৰিৱেশন কৰা হয় বুলি জানিব পৰা গৈছে। [310, 8, 587, 26]
article-headline: অগপকো লাগে,... [1202, 1176, 1374, 1203]
article-headline: নাট্যকৰ্মী অসীম কুমাৰ... [87, 1390, 305, 1417]
article-kar-babe-kopise [387, 95, 733, 868]
top-strip-segment: সভাত গৃহীত প্ৰস্তাৱসমূহ সংশ্লিষ্ট কৰ্তৃপক্ষলৈ প্ৰেৰণ কৰা হ'ব বুলি সভাপতিয়ে জানিবলৈ দিয়ে। উপস্থিত ৰাইজৰ সহযোগিতাও একেদৰে কামনা কৰা হয়। [897, 8, 1174, 26]
article-headline: দেশত ৰন্ধন গেছৰ... [1193, 94, 1382, 121]
top-strip-segment: অনুষ্ঠানৰ শেষত শলাগৰ শৰাই আগবঢ়ায় উদ্যোক্তা সমিতিৰ সম্পাদকে। সবিশেষ জানিব পৰা নাই যদিও তদন্ত অব্যাহত আছে বুলি সূত্ৰটোৱে সদৰি কৰে। ৰাইজৰ সহযোগিতা কামনা কৰা হৈছে। [17, 8, 293, 26]
article-natyakarmi-asim-kumar [23, 1384, 369, 2445]
article-headline: বৰপেটাৰ দৌল... [844, 1382, 1004, 1409]
